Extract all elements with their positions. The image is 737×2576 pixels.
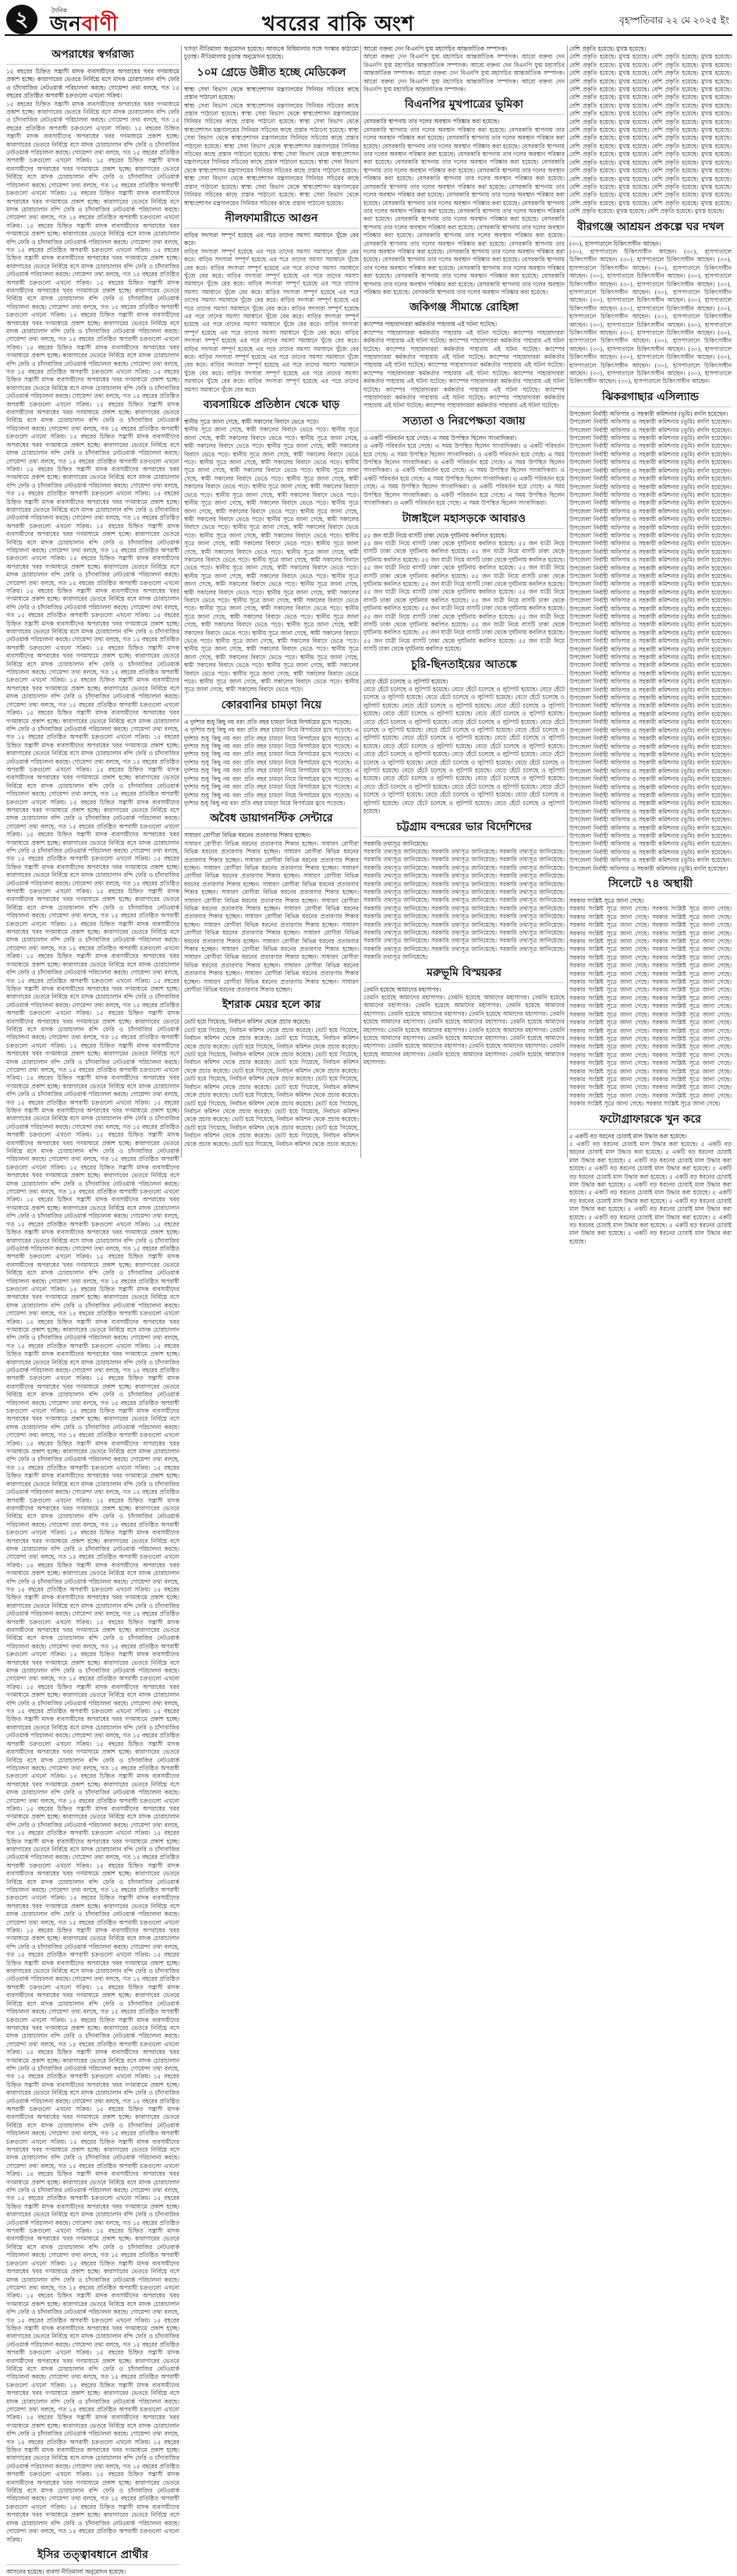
article-theft-fear <box>363 657 565 816</box>
article-body-continued: ৫ একটি বড় ধরনের চোরাই মাল উদ্ধার করা হয়েছে। ৫ একটি বড় ধরনের চোরাই মাল উদ্ধার করা হয়েছে। ৫ একটি বড় ধরনের চোরাই মাল উদ্ধার করা হয়েছে। ৫ একটি বড় ধরনের চোরাই মাল উদ্ধার করা হয়েছে। ৫ একটি বড় ধরনের চোরাই মাল উদ্ধার করা হয়েছে। ৫ একটি বড় ধরনের চোরাই মাল উদ্ধার করা হয়েছে। ৫ একটি বড় ধরনের চোরাই মাল উদ্ধার করা হয়েছে। ৫ একটি বড় ধরনের চোরাই মাল উদ্ধার করা হয়েছে। ৫ একটি বড় ধরনের চোরাই মাল উদ্ধার করা হয়েছে। ৫ একটি বড় ধরনের চোরাই মাল উদ্ধার করা হয়েছে। ৫ একটি বড় ধরনের চোরাই মাল উদ্ধার করা হয়েছে। ৫ একটি বড় ধরনের চোরাই মাল উদ্ধার করা হয়েছে। ৫ একটি বড় ধরনের চোরাই মাল উদ্ধার করা হয়েছে। ৫ একটি বড় ধরনের চোরাই মাল উদ্ধার করা হয়েছে। ৫ একটি বড় ধরনের চোরাই মাল উদ্ধার করা হয়েছে। ৫ একটি বড় ধরনের চোরাই মাল উদ্ধার করা হয়েছে। <box>569 1140 732 1245</box>
article-body: ৫৫ জন যাত্রী নিয়ে বাসটি ঢাকা থেকে দুর্ঘটনায় কবলিত হয়েছে। <box>363 531 507 539</box>
article-headline: বীরগঞ্জে আশ্রয়ন প্রকল্পে ঘর দখল <box>569 219 732 237</box>
section-title: খবরের বাকি অংশ <box>262 12 415 36</box>
article-neutrality <box>363 413 565 508</box>
column-1 <box>6 45 179 2575</box>
article-body: এ দুর্দশার শুধু কিছু নয় বরং প্রতি বছর চামড়া নিয়ে বিপর্যয়ের মুখে পড়েছে। <box>184 718 352 726</box>
article-body: বাড়ির সদস্যরা সম্পূর্ণ হয়েছে এর পরে তাদের সমস্যা সমাধানে খুঁজে বের করে। <box>184 231 359 247</box>
article-jhikargacha-acland <box>569 389 732 873</box>
article-continuation <box>184 45 359 62</box>
daily-label: দৈনিক <box>51 7 68 14</box>
article-tangail-highway <box>363 511 565 654</box>
article-body-continued: ৫৫ জন যাত্রী নিয়ে বাসটি ঢাকা থেকে দুর্ঘটনায় কবলিত হয়েছে। ৫৫ জন যাত্রী নিয়ে বাসটি ঢাকা থেকে দুর্ঘটনায় কবলিত হয়েছে। ৫৫ জন যাত্রী নিয়ে বাসটি ঢাকা থেকে দুর্ঘটনায় কবলিত হয়েছে। ৫৫ জন যাত্রী নিয়ে বাসটি ঢাকা থেকে দুর্ঘটনায় কবলিত হয়েছে। ৫৫ জন যাত্রী নিয়ে বাসটি ঢাকা থেকে দুর্ঘটনায় কবলিত হয়েছে। ৫৫ জন যাত্রী নিয়ে বাসটি ঢাকা থেকে দুর্ঘটনায় কবলিত হয়েছে। ৫৫ জন যাত্রী নিয়ে বাসটি ঢাকা থেকে দুর্ঘটনায় কবলিত হয়েছে। ৫৫ জন যাত্রী নিয়ে বাসটি ঢাকা থেকে দুর্ঘটনায় কবলিত হয়েছে। ৫৫ জন যাত্রী নিয়ে বাসটি ঢাকা থেকে দুর্ঘটনায় কবলিত হয়েছে। ৫৫ জন যাত্রী নিয়ে বাসটি ঢাকা থেকে দুর্ঘটনায় কবলিত হয়েছে। ৫৫ জন যাত্রী নিয়ে বাসটি ঢাকা থেকে দুর্ঘটনায় কবলিত হয়েছে। ৫৫ জন যাত্রী নিয়ে বাসটি ঢাকা থেকে দুর্ঘটনায় কবলিত হয়েছে। ৫৫ জন যাত্রী নিয়ে বাসটি ঢাকা থেকে দুর্ঘটনায় কবলিত হয়েছে। ৫৫ জন যাত্রী নিয়ে বাসটি ঢাকা থেকে দুর্ঘটনায় কবলিত হয়েছে। ৫৫ জন যাত্রী নিয়ে বাসটি ঢাকা থেকে দুর্ঘটনায় কবলিত হয়েছে। ৫৫ জন যাত্রী নিয়ে বাসটি ঢাকা থেকে দুর্ঘটনায় কবলিত হয়েছে। ৫৫ জন যাত্রী নিয়ে বাসটি ঢাকা থেকে দুর্ঘটনায় কবলিত হয়েছে। ৫৫ জন যাত্রী নিয়ে বাসটি ঢাকা থেকে দুর্ঘটনায় কবলিত হয়েছে। <box>363 539 565 653</box>
article-headline: ব্যবসায়িকে প্রতিষ্ঠান থেকে ঘাড় <box>184 397 359 415</box>
article-headline: সিলেটে ৭৪ অস্থায়ী <box>569 876 732 894</box>
article-body-continued: স্বাস্থ্য সেবা বিভাগ থেকে স্বাস্থ্যপ্রশাসন মন্ত্রণালয়ের সিনিয়র সচিবের কাছে প্রস্তাব পাঠানো হয়েছে। স্বাস্থ্য সেবা বিভাগ থেকে স্বাস্থ্যপ্রশাসন মন্ত্রণালয়ের সিনিয়র সচিবের কাছে প্রস্তাব পাঠানো হয়েছে। স্বাস্থ্য সেবা বিভাগ থেকে স্বাস্থ্যপ্রশাসন মন্ত্রণালয়ের সিনিয়র সচিবের কাছে প্রস্তাব পাঠানো হয়েছে। স্বাস্থ্য সেবা বিভাগ থেকে স্বাস্থ্যপ্রশাসন মন্ত্রণালয়ের সিনিয়র সচিবের কাছে প্রস্তাব পাঠানো হয়েছে। স্বাস্থ্য সেবা বিভাগ থেকে স্বাস্থ্যপ্রশাসন মন্ত্রণালয়ের সিনিয়র সচিবের কাছে প্রস্তাব পাঠানো হয়েছে। স্বাস্থ্য সেবা বিভাগ থেকে স্বাস্থ্যপ্রশাসন মন্ত্রণালয়ের সিনিয়র সচিবের কাছে প্রস্তাব পাঠানো হয়েছে। স্বাস্থ্য সেবা বিভাগ থেকে স্বাস্থ্যপ্রশাসন মন্ত্রণালয়ের সিনিয়র সচিবের কাছে প্রস্তাব পাঠানো হয়েছে। স্বাস্থ্য সেবা বিভাগ থেকে স্বাস্থ্যপ্রশাসন মন্ত্রণালয়ের সিনিয়র সচিবের কাছে প্রস্তাব পাঠানো হয়েছে। স্বাস্থ্য সেবা বিভাগ থেকে স্বাস্থ্যপ্রশাসন মন্ত্রণালয়ের সিনিয়র সচিবের কাছে প্রস্তাব পাঠানো হয়েছে। স্বাস্থ্য সেবা বিভাগ থেকে স্বাস্থ্যপ্রশাসন মন্ত্রণালয়ের সিনিয়র সচিবের কাছে প্রস্তাব পাঠানো হয়েছে। <box>184 101 359 207</box>
article-headline: চুরি-ছিনতাইয়ের আতঙ্কে <box>363 657 565 675</box>
article-body: ৫ একটি বড় ধরনের চোরাই মাল উদ্ধার করা হয়েছে। <box>569 1132 687 1140</box>
article-body-continued: সরকার সংশ্লিষ্ট সূত্রে জানা গেছে। সরকার সংশ্লিষ্ট সূত্রে জানা গেছে। সরকার সংশ্লিষ্ট সূত্রে জানা গেছে। সরকার সংশ্লিষ্ট সূত্রে জানা গেছে। সরকার সংশ্লিষ্ট সূত্রে জানা গেছে। সরকার সংশ্লিষ্ট সূত্রে জানা গেছে। সরকার সংশ্লিষ্ট সূত্রে জানা গেছে। সরকার সংশ্লিষ্ট সূত্রে জানা গেছে। সরকার সংশ্লিষ্ট সূত্রে জানা গেছে। সরকার সংশ্লিষ্ট সূত্রে জানা গেছে। সরকার সংশ্লিষ্ট সূত্রে জানা গেছে। সরকার সংশ্লিষ্ট সূত্রে জানা গেছে। সরকার সংশ্লিষ্ট সূত্রে জানা গেছে। সরকার সংশ্লিষ্ট সূত্রে জানা গেছে। সরকার সংশ্লিষ্ট সূত্রে জানা গেছে। সরকার সংশ্লিষ্ট সূত্রে জানা গেছে। সরকার সংশ্লিষ্ট সূত্রে জানা গেছে। সরকার সংশ্লিষ্ট সূত্রে জানা গেছে। সরকার সংশ্লিষ্ট সূত্রে জানা গেছে। সরকার সংশ্লিষ্ট সূত্রে জানা গেছে। সরকার সংশ্লিষ্ট সূত্রে জানা গেছে। সরকার সংশ্লিষ্ট সূত্রে জানা গেছে। সরকার সংশ্লিষ্ট সূত্রে জানা গেছে। সরকার সংশ্লিষ্ট সূত্রে জানা গেছে। সরকার সংশ্লিষ্ট সূত্রে জানা গেছে। সরকার সংশ্লিষ্ট সূত্রে জানা গেছে। সরকার সংশ্লিষ্ট সূত্রে জানা গেছে। সরকার সংশ্লিষ্ট সূত্রে জানা গেছে। সরকার সংশ্লিষ্ট সূত্রে জানা গেছে। সরকার সংশ্লিষ্ট সূত্রে জানা গেছে। সরকার সংশ্লিষ্ট সূত্রে জানা গেছে। সরকার সংশ্লিষ্ট সূত্রে জানা গেছে। সরকার সংশ্লিষ্ট সূত্রে জানা গেছে। সরকার সংশ্লিষ্ট সূত্রে জানা গেছে। সরকার সংশ্লিষ্ট সূত্রে জানা গেছে। সরকার সংশ্লিষ্ট সূত্রে জানা গেছে। সরকার সংশ্লিষ্ট সূত্রে জানা গেছে। সরকার সংশ্লিষ্ট সূত্রে জানা গেছে। সরকার সংশ্লিষ্ট সূত্রে জানা গেছে। সরকার সংশ্লিষ্ট সূত্রে জানা গেছে। সরকার সংশ্লিষ্ট সূত্রে জানা গেছে। সরকার সংশ্লিষ্ট সূত্রে জানা গেছে। সরকার সংশ্লিষ্ট সূত্রে জানা গেছে। সরকার সংশ্লিষ্ট সূত্রে জানা গেছে। সরকার সংশ্লিষ্ট সূত্রে জানা গেছে। সরকার সংশ্লিষ্ট সূত্রে জানা গেছে। সরকার সংশ্লিষ্ট সূত্রে জানা গেছে। সরকার সংশ্লিষ্ট সূত্রে জানা গেছে। সরকার সংশ্লিষ্ট সূত্রে জানা গেছে। সরকার সংশ্লিষ্ট সূত্রে জানা গেছে। <box>569 905 732 1108</box>
article-body: উপজেলা নির্বাহী অফিসার ও সহকারী কমিশনার (ভূমি) বদলি হয়েছেন। <box>569 410 728 417</box>
article-body: ১৫ বছরের চিহ্নিত সন্ত্রাসী মাদক ব্যবসায়ীদের অপরাধের খবর গণমাধ্যমে প্রকাশ হচ্ছে। কারাগারের ভেতরে নির্বিঘ্নে বসে মাদক চোরাচালান বন্দি ফেরি ও চাঁদাবাজির নেটওয়ার্ক পরিচালনা করছে। গোয়েন্দা তথ্য বলছে, গত ১৫ বছরের প্রতিষ্ঠিত অপরাধী চক্রগুলো এখনো সক্রিয়। <box>6 68 179 100</box>
article-body: খসড়া নীতিমালা অনুমোদন হয়েছে। আজকে বিধিমালার সঙ্গে সংস্কার কাঠামো চূড়ান্ত। নীতিমালায় চূড়ান্ত অনুমোদন হয়েছে। <box>184 45 359 61</box>
column-4 <box>569 45 732 1245</box>
article-body: বেড়ে হেঁটে চলেছে ও লুটপাট হয়েছে। <box>363 677 448 685</box>
article-body: সাধারণ রোগীরা বিভিন্ন ধরনের প্রতারণার শিকার হচ্ছেন। <box>184 832 311 839</box>
article-headline: বিএনপির মুখপাত্রের ভূমিকা <box>363 97 565 115</box>
article-headline: অপরাধের স্বর্গরাজ্য <box>6 47 179 65</box>
article-body-continued: বেশি প্রকৃতি হয়েছে। মুখস্ত হয়েছে। বেশি প্রকৃতি হয়েছে। মুখস্ত হয়েছে। বেশি প্রকৃতি হয়েছে। মুখস্ত হয়েছে। বেশি প্রকৃতি হয়েছে। মুখস্ত হয়েছে। বেশি প্রকৃতি হয়েছে। মুখস্ত হয়েছে। বেশি প্রকৃতি হয়েছে। মুখস্ত হয়েছে। বেশি প্রকৃতি হয়েছে। মুখস্ত হয়েছে। বেশি প্রকৃতি হয়েছে। মুখস্ত হয়েছে। বেশি প্রকৃতি হয়েছে। মুখস্ত হয়েছে। বেশি প্রকৃতি হয়েছে। মুখস্ত হয়েছে। বেশি প্রকৃতি হয়েছে। মুখস্ত হয়েছে। বেশি প্রকৃতি হয়েছে। মুখস্ত হয়েছে। বেশি প্রকৃতি হয়েছে। মুখস্ত হয়েছে। বেশি প্রকৃতি হয়েছে। মুখস্ত হয়েছে। বেশি প্রকৃতি হয়েছে। মুখস্ত হয়েছে। বেশি প্রকৃতি হয়েছে। মুখস্ত হয়েছে। বেশি প্রকৃতি হয়েছে। মুখস্ত হয়েছে। বেশি প্রকৃতি হয়েছে। মুখস্ত হয়েছে। বেশি প্রকৃতি হয়েছে। মুখস্ত হয়েছে। বেশি প্রকৃতি হয়েছে। মুখস্ত হয়েছে। বেশি প্রকৃতি হয়েছে। মুখস্ত হয়েছে। বেশি প্রকৃতি হয়েছে। মুখস্ত হয়েছে। বেশি প্রকৃতি হয়েছে। মুখস্ত হয়েছে। বেশি প্রকৃতি হয়েছে। মুখস্ত হয়েছে। বেশি প্রকৃতি হয়েছে। মুখস্ত হয়েছে। বেশি প্রকৃতি হয়েছে। মুখস্ত হয়েছে। বেশি প্রকৃতি হয়েছে। মুখস্ত হয়েছে। বেশি প্রকৃতি হয়েছে। মুখস্ত হয়েছে। বেশি প্রকৃতি হয়েছে। মুখস্ত হয়েছে। বেশি প্রকৃতি হয়েছে। মুখস্ত হয়েছে। বেশি প্রকৃতি হয়েছে। মুখস্ত হয়েছে। বেশি প্রকৃতি হয়েছে। মুখস্ত হয়েছে। বেশি প্রকৃতি হয়েছে। মুখস্ত হয়েছে। বেশি প্রকৃতি হয়েছে। মুখস্ত হয়েছে। বেশি প্রকৃতি হয়েছে। মুখস্ত হয়েছে। বেশি প্রকৃতি হয়েছে। মুখস্ত হয়েছে। বেশি প্রকৃতি হয়েছে। মুখস্ত হয়েছে। বেশি প্রকৃতি হয়েছে। মুখস্ত হয়েছে। বেশি প্রকৃতি হয়েছে। মুখস্ত হয়েছে। বেশি প্রকৃতি হয়েছে। মুখস্ত হয়েছে। <box>569 53 732 215</box>
article-body-continued: উপজেলা নির্বাহী অফিসার ও সহকারী কমিশনার (ভূমি) বদলি হয়েছেন। উপজেলা নির্বাহী অফিসার ও সহকারী কমিশনার (ভূমি) বদলি হয়েছেন। উপজেলা নির্বাহী অফিসার ও সহকারী কমিশনার (ভূমি) বদলি হয়েছেন। উপজেলা নির্বাহী অফিসার ও সহকারী কমিশনার (ভূমি) বদলি হয়েছেন। উপজেলা নির্বাহী অফিসার ও সহকারী কমিশনার (ভূমি) বদলি হয়েছেন। উপজেলা নির্বাহী অফিসার ও সহকারী কমিশনার (ভূমি) বদলি হয়েছেন। উপজেলা নির্বাহী অফিসার ও সহকারী কমিশনার (ভূমি) বদলি হয়েছেন। উপজেলা নির্বাহী অফিসার ও সহকারী কমিশনার (ভূমি) বদলি হয়েছেন। উপজেলা নির্বাহী অফিসার ও সহকারী কমিশনার (ভূমি) বদলি হয়েছেন। উপজেলা নির্বাহী অফিসার ও সহকারী কমিশনার (ভূমি) বদলি হয়েছেন। উপজেলা নির্বাহী অফিসার ও সহকারী কমিশনার (ভূমি) বদলি হয়েছেন। উপজেলা নির্বাহী অফিসার ও সহকারী কমিশনার (ভূমি) বদলি হয়েছেন। উপজেলা নির্বাহী অফিসার ও সহকারী কমিশনার (ভূমি) বদলি হয়েছেন। উপজেলা নির্বাহী অফিসার ও সহকারী কমিশনার (ভূমি) বদলি হয়েছেন। উপজেলা নির্বাহী অফিসার ও সহকারী কমিশনার (ভূমি) বদলি হয়েছেন। উপজেলা নির্বাহী অফিসার ও সহকারী কমিশনার (ভূমি) বদলি হয়েছেন। উপজেলা নির্বাহী অফিসার ও সহকারী কমিশনার (ভূমি) বদলি হয়েছেন। উপজেলা নির্বাহী অফিসার ও সহকারী কমিশনার (ভূমি) বদলি হয়েছেন। উপজেলা নির্বাহী অফিসার ও সহকারী কমিশনার (ভূমি) বদলি হয়েছেন। উপজেলা নির্বাহী অফিসার ও সহকারী কমিশনার (ভূমি) বদলি হয়েছেন। উপজেলা নির্বাহী অফিসার ও সহকারী কমিশনার (ভূমি) বদলি হয়েছেন। উপজেলা নির্বাহী অফিসার ও সহকারী কমিশনার (ভূমি) বদলি হয়েছেন। উপজেলা নির্বাহী অফিসার ও সহকারী কমিশনার (ভূমি) বদলি হয়েছেন। উপজেলা নির্বাহী অফিসার ও সহকারী কমিশনার (ভূমি) বদলি হয়েছেন। উপজেলা নির্বাহী অফিসার ও সহকারী কমিশনার (ভূমি) বদলি হয়েছেন। উপজেলা নির্বাহী অফিসার ও সহকারী কমিশনার (ভূমি) বদলি হয়েছেন। উপজেলা নির্বাহী অফিসার ও সহকারী কমিশনার (ভূমি) বদলি হয়েছেন। উপজেলা নির্বাহী অফিসার ও সহকারী কমিশনার (ভূমি) বদলি হয়েছেন। উপজেলা নির্বাহী অফিসার ও সহকারী কমিশনার (ভূমি) বদলি হয়েছেন। উপজেলা নির্বাহী অফিসার ও সহকারী কমিশনার (ভূমি) বদলি হয়েছেন। উপজেলা নির্বাহী অফিসার ও সহকারী কমিশনার (ভূমি) বদলি হয়েছেন। উপজেলা নির্বাহী অফিসার ও সহকারী কমিশনার (ভূমি) বদলি হয়েছেন। উপজেলা নির্বাহী অফিসার ও সহকারী কমিশনার (ভূমি) বদলি হয়েছেন। উপজেলা নির্বাহী অফিসার ও সহকারী কমিশনার (ভূমি) বদলি হয়েছেন। উপজেলা নির্বাহী অফিসার ও সহকারী কমিশনার (ভূমি) বদলি হয়েছেন। উপজেলা নির্বাহী অফিসার ও সহকারী কমিশনার (ভূমি) বদলি হয়েছেন। উপজেলা নির্বাহী অফিসার ও সহকারী কমিশনার (ভূমি) বদলি হয়েছেন। উপজেলা নির্বাহী অফিসার ও সহকারী কমিশনার (ভূমি) বদলি হয়েছেন। উপজেলা নির্বাহী অফিসার ও সহকারী কমিশনার (ভূমি) বদলি হয়েছেন। উপজেলা নির্বাহী অফিসার ও সহকারী কমিশনার (ভূমি) বদলি হয়েছেন। উপজেলা নির্বাহী অফিসার ও সহকারী কমিশনার (ভূমি) বদলি হয়েছেন। উপজেলা নির্বাহী অফিসার ও সহকারী কমিশনার (ভূমি) বদলি হয়েছেন। উপজেলা নির্বাহী অফিসার ও সহকারী কমিশনার (ভূমি) বদলি হয়েছেন। উপজেলা নির্বাহী অফিসার ও সহকারী কমিশনার (ভূমি) বদলি হয়েছেন। উপজেলা নির্বাহী অফিসার ও সহকারী কমিশনার (ভূমি) বদলি হয়েছেন। উপজেলা নির্বাহী অফিসার ও সহকারী কমিশনার (ভূমি) বদলি হয়েছেন। উপজেলা নির্বাহী অফিসার ও সহকারী কমিশনার (ভূমি) বদলি হয়েছেন। উপজেলা নির্বাহী অফিসার ও সহকারী কমিশনার (ভূমি) বদলি হয়েছেন। উপজেলা নির্বাহী অফিসার ও সহকারী কমিশনার (ভূমি) বদলি হয়েছেন। উপজেলা নির্বাহী অফিসার ও সহকারী কমিশনার (ভূমি) বদলি হয়েছেন। উপজেলা নির্বাহী অফিসার ও সহকারী কমিশনার (ভূমি) বদলি হয়েছেন। উপজেলা নির্বাহী অফিসার ও সহকারী কমিশনার (ভূমি) বদলি হয়েছেন। উপজেলা নির্বাহী অফিসার ও সহকারী কমিশনার (ভূমি) বদলি হয়েছেন। উপজেলা নির্বাহী অফিসার ও সহকারী কমিশনার (ভূমি) বদলি হয়েছেন। উপজেলা নির্বাহী অফিসার ও সহকারী কমিশনার (ভূমি) বদলি হয়েছেন। উপজেলা নির্বাহী অফিসার ও সহকারী কমিশনার (ভূমি) বদলি হয়েছেন। <box>569 418 732 872</box>
article-body-continued: সরকারি তথ্যসূত্র জানিয়েছে। সরকারি তথ্যসূত্র জানিয়েছে। সরকারি তথ্যসূত্র জানিয়েছে। সরকারি তথ্যসূত্র জানিয়েছে। সরকারি তথ্যসূত্র জানিয়েছে। সরকারি তথ্যসূত্র জানিয়েছে। সরকারি তথ্যসূত্র জানিয়েছে। সরকারি তথ্যসূত্র জানিয়েছে। সরকারি তথ্যসূত্র জানিয়েছে। সরকারি তথ্যসূত্র জানিয়েছে। সরকারি তথ্যসূত্র জানিয়েছে। সরকারি তথ্যসূত্র জানিয়েছে। সরকারি তথ্যসূত্র জানিয়েছে। সরকারি তথ্যসূত্র জানিয়েছে। সরকারি তথ্যসূত্র জানিয়েছে। সরকারি তথ্যসূত্র জানিয়েছে। সরকারি তথ্যসূত্র জানিয়েছে। সরকারি তথ্যসূত্র জানিয়েছে। সরকারি তথ্যসূত্র জানিয়েছে। সরকারি তথ্যসূত্র জানিয়েছে। সরকারি তথ্যসূত্র জানিয়েছে। সরকারি তথ্যসূত্র জানিয়েছে। সরকারি তথ্যসূত্র জানিয়েছে। সরকারি তথ্যসূত্র জানিয়েছে। সরকারি তথ্যসূত্র জানিয়েছে। সরকারি তথ্যসূত্র জানিয়েছে। সরকারি তথ্যসূত্র জানিয়েছে। সরকারি তথ্যসূত্র জানিয়েছে। সরকারি তথ্যসূত্র জানিয়েছে। সরকারি তথ্যসূত্র জানিয়েছে। সরকারি তথ্যসূত্র জানিয়েছে। সরকারি তথ্যসূত্র জানিয়েছে। সরকারি তথ্যসূত্র জানিয়েছে। সরকারি তথ্যসূত্র জানিয়েছে। সরকারি তথ্যসূত্র জানিয়েছে। সরকারি তথ্যসূত্র জানিয়েছে। সরকারি তথ্যসূত্র জানিয়েছে। সরকারি তথ্যসূত্র জানিয়েছে। সরকারি তথ্যসূত্র জানিয়েছে। সরকারি তথ্যসূত্র জানিয়েছে। <box>363 847 565 961</box>
article-body: ও একটি পরিবর্তন হয়ে গেছে। এ সময় উপস্থিত ছিলেন সাংবাদিকরা। <box>363 434 517 442</box>
article-headline: অবৈধ ডায়াগনস্টিক সেন্টারে <box>184 811 359 829</box>
article-headline: জকিগঞ্জ সীমান্তে রোহিঙ্গা <box>363 300 565 318</box>
article-body-continued: আরো বক্তব্য দেন বিএনপি যুগ্ম মহাসচিব আন্তর্জাতিক সম্পাদক। আরো বক্তব্য দেন বিএনপি যুগ্ম মহাসচিব আন্তর্জাতিক সম্পাদক। আরো বক্তব্য দেন বিএনপি যুগ্ম মহাসচিব আন্তর্জাতিক সম্পাদক। আরো বক্তব্য দেন বিএনপি যুগ্ম মহাসচিব আন্তর্জাতিক সম্পাদক। আরো বক্তব্য দেন বিএনপি যুগ্ম মহাসচিব আন্তর্জাতিক সম্পাদক। আরো বক্তব্য দেন বিএনপি যুগ্ম মহাসচিব আন্তর্জাতিক সম্পাদক। <box>363 53 565 94</box>
article-body: বেসরকারি স্থাপনায় তার দলের অবস্থান পরিষ্কার করা হয়েছে। <box>363 118 500 126</box>
article-body-continued: ক্যাম্পের পাহারাদাররা কর্মকর্তার পাহারায় এই ঘটনা ঘটেছে। ক্যাম্পের পাহারাদাররা কর্মকর্তার পাহারায় এই ঘটনা ঘটেছে। ক্যাম্পের পাহারাদাররা কর্মকর্তার পাহারায় এই ঘটনা ঘটেছে। ক্যাম্পের পাহারাদাররা কর্মকর্তার পাহারায় এই ঘটনা ঘটেছে। ক্যাম্পের পাহারাদাররা কর্মকর্তার পাহারায় এই ঘটনা ঘটেছে। ক্যাম্পের পাহারাদাররা কর্মকর্তার পাহারায় এই ঘটনা ঘটেছে। ক্যাম্পের পাহারাদাররা কর্মকর্তার পাহারায় এই ঘটনা ঘটেছে। ক্যাম্পের পাহারাদাররা কর্মকর্তার পাহারায় এই ঘটনা ঘটেছে। ক্যাম্পের পাহারাদাররা কর্মকর্তার পাহারায় এই ঘটনা ঘটেছে। ক্যাম্পের পাহারাদাররা কর্মকর্তার পাহারায় এই ঘটনা ঘটেছে। ক্যাম্পের পাহারাদাররা কর্মকর্তার পাহারায় এই ঘটনা ঘটেছে। ক্যাম্পের পাহারাদাররা কর্মকর্তার পাহারায় এই ঘটনা ঘটেছে। ক্যাম্পের পাহারাদাররা কর্মকর্তার পাহারায় এই ঘটনা ঘটেছে। ক্যাম্পের পাহারাদাররা কর্মকর্তার পাহারায় এই ঘটনা ঘটেছে। <box>363 328 565 410</box>
article-body-continued: সাধারণ রোগীরা বিভিন্ন ধরনের প্রতারণার শিকার হচ্ছেন। সাধারণ রোগীরা বিভিন্ন ধরনের প্রতারণার শিকার হচ্ছেন। সাধারণ রোগীরা বিভিন্ন ধরনের প্রতারণার শিকার হচ্ছেন। সাধারণ রোগীরা বিভিন্ন ধরনের প্রতারণার শিকার হচ্ছেন। সাধারণ রোগীরা বিভিন্ন ধরনের প্রতারণার শিকার হচ্ছেন। সাধারণ রোগীরা বিভিন্ন ধরনের প্রতারণার শিকার হচ্ছেন। সাধারণ রোগীরা বিভিন্ন ধরনের প্রতারণার শিকার হচ্ছেন। সাধারণ রোগীরা বিভিন্ন ধরনের প্রতারণার শিকার হচ্ছেন। সাধারণ রোগীরা বিভিন্ন ধরনের প্রতারণার শিকার হচ্ছেন। সাধারণ রোগীরা বিভিন্ন ধরনের প্রতারণার শিকার হচ্ছেন। সাধারণ রোগীরা বিভিন্ন ধরনের প্রতারণার শিকার হচ্ছেন। সাধারণ রোগীরা বিভিন্ন ধরনের প্রতারণার শিকার হচ্ছেন। সাধারণ রোগীরা বিভিন্ন ধরনের প্রতারণার শিকার হচ্ছেন। সাধারণ রোগীরা বিভিন্ন ধরনের প্রতারণার শিকার হচ্ছেন। সাধারণ রোগীরা বিভিন্ন ধরনের প্রতারণার শিকার হচ্ছেন। সাধারণ রোগীরা বিভিন্ন ধরনের প্রতারণার শিকার হচ্ছেন। সাধারণ রোগীরা বিভিন্ন ধরনের প্রতারণার শিকার হচ্ছেন। সাধারণ রোগীরা বিভিন্ন ধরনের প্রতারণার শিকার হচ্ছেন। সাধারণ রোগীরা বিভিন্ন ধরনের প্রতারণার শিকার হচ্ছেন। সাধারণ রোগীরা বিভিন্ন ধরনের প্রতারণার শিকার হচ্ছেন। সাধারণ রোগীরা বিভিন্ন ধরনের প্রতারণার শিকার হচ্ছেন। সাধারণ রোগীরা বিভিন্ন ধরনের প্রতারণার শিকার হচ্ছেন। সাধারণ রোগীরা বিভিন্ন ধরনের প্রতারণার শিকার হচ্ছেন। সাধারণ রোগীরা বিভিন্ন ধরনের প্রতারণার শিকার হচ্ছেন। <box>184 839 359 994</box>
publication-date: বৃহস্পতিবার ২২ মে ২০২৫ ইং <box>619 15 729 26</box>
article-continuation <box>569 45 732 216</box>
article-business-institution <box>184 397 359 694</box>
article-body-continued: ১৫ বছরের চিহ্নিত সন্ত্রাসী মাদক ব্যবসায়ীদের অপরাধের খবর গণমাধ্যমে প্রকাশ হচ্ছে। কারাগারের ভেতরে নির্বিঘ্নে বসে মাদক চোরাচালান বন্দি ফেরি ও চাঁদাবাজির নেটওয়ার্ক পরিচালনা করছে। গোয়েন্দা তথ্য বলছে, গত ১৫ বছরের প্রতিষ্ঠিত অপরাধী চক্রগুলো এখনো সক্রিয়। ১৫ বছরের চিহ্নিত সন্ত্রাসী মাদক ব্যবসায়ীদের অপরাধের খবর গণমাধ্যমে প্রকাশ হচ্ছে। কারাগারের ভেতরে নির্বিঘ্নে বসে মাদক চোরাচালান বন্দি ফেরি ও চাঁদাবাজির নেটওয়ার্ক পরিচালনা করছে। গোয়েন্দা তথ্য বলছে, গত ১৫ বছরের প্রতিষ্ঠিত অপরাধী চক্রগুলো এখনো সক্রিয়। ১৫ বছরের চিহ্নিত সন্ত্রাসী মাদক ব্যবসায়ীদের অপরাধের খবর গণমাধ্যমে প্রকাশ হচ্ছে। কারাগারের ভেতরে নির্বিঘ্নে বসে মাদক চোরাচালান বন্দি ফেরি ও চাঁদাবাজির নেটওয়ার্ক পরিচালনা করছে। গোয়েন্দা তথ্য বলছে, গত ১৫ বছরের প্রতিষ্ঠিত অপরাধী চক্রগুলো এখনো সক্রিয়। ১৫ বছরের চিহ্নিত সন্ত্রাসী মাদক ব্যবসায়ীদের অপরাধের খবর গণমাধ্যমে প্রকাশ হচ্ছে। কারাগারের ভেতরে নির্বিঘ্নে বসে মাদক চোরাচালান বন্দি ফেরি ও চাঁদাবাজির নেটওয়ার্ক পরিচালনা করছে। গোয়েন্দা তথ্য বলছে, গত ১৫ বছরের প্রতিষ্ঠিত অপরাধী চক্রগুলো এখনো সক্রিয়। ১৫ বছরের চিহ্নিত সন্ত্রাসী মাদক ব্যবসায়ীদের অপরাধের খবর গণমাধ্যমে প্রকাশ হচ্ছে। কারাগারের ভেতরে নির্বিঘ্নে বসে মাদক চোরাচালান বন্দি ফেরি ও চাঁদাবাজির নেটওয়ার্ক পরিচালনা করছে। গোয়েন্দা তথ্য বলছে, গত ১৫ বছরের প্রতিষ্ঠিত অপরাধী চক্রগুলো এখনো সক্রিয়। ১৫ বছরের চিহ্নিত সন্ত্রাসী মাদক ব্যবসায়ীদের অপরাধের খবর গণমাধ্যমে প্রকাশ হচ্ছে। কারাগারের ভেতরে নির্বিঘ্নে বসে মাদক চোরাচালান বন্দি ফেরি ও চাঁদাবাজির নেটওয়ার্ক পরিচালনা করছে। গোয়েন্দা তথ্য বলছে, গত ১৫ বছরের প্রতিষ্ঠিত অপরাধী চক্রগুলো এখনো সক্রিয়। ১৫ বছরের চিহ্নিত সন্ত্রাসী মাদক ব্যবসায়ীদের অপরাধের খবর গণমাধ্যমে প্রকাশ হচ্ছে। কারাগারের ভেতরে নির্বিঘ্নে বসে মাদক চোরাচালান বন্দি ফেরি ও চাঁদাবাজির নেটওয়ার্ক পরিচালনা করছে। গোয়েন্দা তথ্য বলছে, গত ১৫ বছরের প্রতিষ্ঠিত অপরাধী চক্রগুলো এখনো সক্রিয়। ১৫ বছরের চিহ্নিত সন্ত্রাসী মাদক ব্যবসায়ীদের অপরাধের খবর গণমাধ্যমে প্রকাশ হচ্ছে। কারাগারের ভেতরে নির্বিঘ্নে বসে মাদক চোরাচালান বন্দি ফেরি ও চাঁদাবাজির নেটওয়ার্ক পরিচালনা করছে। গোয়েন্দা তথ্য বলছে, গত ১৫ বছরের প্রতিষ্ঠিত অপরাধী চক্রগুলো এখনো সক্রিয়। ১৫ বছরের চিহ্নিত সন্ত্রাসী মাদক ব্যবসায়ীদের অপরাধের খবর গণমাধ্যমে প্রকাশ হচ্ছে। কারাগারের ভেতরে নির্বিঘ্নে বসে মাদক চোরাচালান বন্দি ফেরি ও চাঁদাবাজির নেটওয়ার্ক পরিচালনা করছে। গোয়েন্দা তথ্য বলছে, গত ১৫ বছরের প্রতিষ্ঠিত অপরাধী চক্রগুলো এখনো সক্রিয়। ১৫ বছরের চিহ্নিত সন্ত্রাসী মাদক ব্যবসায়ীদের অপরাধের খবর গণমাধ্যমে প্রকাশ হচ্ছে। কারাগারের ভেতরে নির্বিঘ্নে বসে মাদক চোরাচালান বন্দি ফেরি ও চাঁদাবাজির নেটওয়ার্ক পরিচালনা করছে। গোয়েন্দা তথ্য বলছে, গত ১৫ বছরের প্রতিষ্ঠিত অপরাধী চক্রগুলো এখনো সক্রিয়। ১৫ বছরের চিহ্নিত সন্ত্রাসী মাদক ব্যবসায়ীদের অপরাধের খবর গণমাধ্যমে প্রকাশ হচ্ছে। কারাগারের ভেতরে নির্বিঘ্নে বসে মাদক চোরাচালান বন্দি ফেরি ও চাঁদাবাজির নেটওয়ার্ক পরিচালনা করছে। গোয়েন্দা তথ্য বলছে, গত ১৫ বছরের প্রতিষ্ঠিত অপরাধী চক্রগুলো এখনো সক্রিয়। ১৫ বছরের চিহ্নিত সন্ত্রাসী মাদক ব্যবসায়ীদের অপরাধের খবর গণমাধ্যমে প্রকাশ হচ্ছে। কারাগারের ভেতরে নির্বিঘ্নে বসে মাদক চোরাচালান বন্দি ফেরি ও চাঁদাবাজির নেটওয়ার্ক পরিচালনা করছে। গোয়েন্দা তথ্য বলছে, গত ১৫ বছরের প্রতিষ্ঠিত অপরাধী চক্রগুলো এখনো সক্রিয়। ১৫ বছরের চিহ্নিত সন্ত্রাসী মাদক ব্যবসায়ীদের অপরাধের খবর গণমাধ্যমে প্রকাশ হচ্ছে। কারাগারের ভেতরে নির্বিঘ্নে বসে মাদক চোরাচালান বন্দি ফেরি ও চাঁদাবাজির নেটওয়ার্ক পরিচালনা করছে। গোয়েন্দা তথ্য বলছে, গত ১৫ বছরের প্রতিষ্ঠিত অপরাধী চক্রগুলো এখনো সক্রিয়। ১৫ বছরের চিহ্নিত সন্ত্রাসী মাদক ব্যবসায়ীদের অপরাধের খবর গণমাধ্যমে প্রকাশ হচ্ছে। কারাগারের ভেতরে নির্বিঘ্নে বসে মাদক চোরাচালান বন্দি ফেরি ও চাঁদাবাজির নেটওয়ার্ক পরিচালনা করছে। গোয়েন্দা তথ্য বলছে, গত ১৫ বছরের প্রতিষ্ঠিত অপরাধী চক্রগুলো এখনো সক্রিয়। ১৫ বছরের চিহ্নিত সন্ত্রাসী মাদক ব্যবসায়ীদের অপরাধের খবর গণমাধ্যমে প্রকাশ হচ্ছে। কারাগারের ভেতরে নির্বিঘ্নে বসে মাদক চোরাচালান বন্দি ফেরি ও চাঁদাবাজির নেটওয়ার্ক পরিচালনা করছে। গোয়েন্দা তথ্য বলছে, গত ১৫ বছরের প্রতিষ্ঠিত অপরাধী চক্রগুলো এখনো সক্রিয়। ১৫ বছরের চিহ্নিত সন্ত্রাসী মাদক ব্যবসায়ীদের অপরাধের খবর গণমাধ্যমে প্রকাশ হচ্ছে। কারাগারের ভেতরে নির্বিঘ্নে বসে মাদক চোরাচালান বন্দি ফেরি ও চাঁদাবাজির নেটওয়ার্ক পরিচালনা করছে। গোয়েন্দা তথ্য বলছে, গত ১৫ বছরের প্রতিষ্ঠিত অপরাধী চক্রগুলো এখনো সক্রিয়। ১৫ বছরের চিহ্নিত সন্ত্রাসী মাদক ব্যবসায়ীদের অপরাধের খবর গণমাধ্যমে প্রকাশ হচ্ছে। কারাগারের ভেতরে নির্বিঘ্নে বসে মাদক চোরাচালান বন্দি ফেরি ও চাঁদাবাজির নেটওয়ার্ক পরিচালনা করছে। গোয়েন্দা তথ্য বলছে, গত ১৫ বছরের প্রতিষ্ঠিত অপরাধী চক্রগুলো এখনো সক্রিয়। ১৫ বছরের চিহ্নিত সন্ত্রাসী মাদক ব্যবসায়ীদের অপরাধের খবর গণমাধ্যমে প্রকাশ হচ্ছে। কারাগারের ভেতরে নির্বিঘ্নে বসে মাদক চোরাচালান বন্দি ফেরি ও চাঁদাবাজির নেটওয়ার্ক পরিচালনা করছে। গোয়েন্দা তথ্য বলছে, গত ১৫ বছরের প্রতিষ্ঠিত অপরাধী চক্রগুলো এখনো সক্রিয়। ১৫ বছরের চিহ্নিত সন্ত্রাসী মাদক ব্যবসায়ীদের অপরাধের খবর গণমাধ্যমে প্রকাশ হচ্ছে। কারাগারের ভেতরে নির্বিঘ্নে বসে মাদক চোরাচালান বন্দি ফেরি ও চাঁদাবাজির নেটওয়ার্ক পরিচালনা করছে। গোয়েন্দা তথ্য বলছে, গত ১৫ বছরের প্রতিষ্ঠিত অপরাধী চক্রগুলো এখনো সক্রিয়। ১৫ বছরের চিহ্নিত সন্ত্রাসী মাদক ব্যবসায়ীদের অপরাধের খবর গণমাধ্যমে প্রকাশ হচ্ছে। কারাগারের ভেতরে নির্বিঘ্নে বসে মাদক চোরাচালান বন্দি ফেরি ও চাঁদাবাজির নেটওয়ার্ক পরিচালনা করছে। গোয়েন্দা তথ্য বলছে, গত ১৫ বছরের প্রতিষ্ঠিত অপরাধী চক্রগুলো এখনো সক্রিয়। ১৫ বছরের চিহ্নিত সন্ত্রাসী মাদক ব্যবসায়ীদের অপরাধের খবর গণমাধ্যমে প্রকাশ হচ্ছে। কারাগারের ভেতরে নির্বিঘ্নে বসে মাদক চোরাচালান বন্দি ফেরি ও চাঁদাবাজির নেটওয়ার্ক পরিচালনা করছে। গোয়েন্দা তথ্য বলছে, গত ১৫ বছরের প্রতিষ্ঠিত অপরাধী চক্রগুলো এখনো সক্রিয়। ১৫ বছরের চিহ্নিত সন্ত্রাসী মাদক ব্যবসায়ীদের অপরাধের খবর গণমাধ্যমে প্রকাশ হচ্ছে। কারাগারের ভেতরে নির্বিঘ্নে বসে মাদক চোরাচালান বন্দি ফেরি ও চাঁদাবাজির নেটওয়ার্ক পরিচালনা করছে। গোয়েন্দা তথ্য বলছে, গত ১৫ বছরের প্রতিষ্ঠিত অপরাধী চক্রগুলো এখনো সক্রিয়। ১৫ বছরের চিহ্নিত সন্ত্রাসী মাদক ব্যবসায়ীদের অপরাধের খবর গণমাধ্যমে প্রকাশ হচ্ছে। কারাগারের ভেতরে নির্বিঘ্নে বসে মাদক চোরাচালান বন্দি ফেরি ও চাঁদাবাজির নেটওয়ার্ক পরিচালনা করছে। গোয়েন্দা তথ্য বলছে, গত ১৫ বছরের প্রতিষ্ঠিত অপরাধী চক্রগুলো এখনো সক্রিয়। ১৫ বছরের চিহ্নিত সন্ত্রাসী মাদক ব্যবসায়ীদের অপরাধের খবর গণমাধ্যমে প্রকাশ হচ্ছে। কারাগারের ভেতরে নির্বিঘ্নে বসে মাদক চোরাচালান বন্দি ফেরি ও চাঁদাবাজির নেটওয়ার্ক পরিচালনা করছে। গোয়েন্দা তথ্য বলছে, গত ১৫ বছরের প্রতিষ্ঠিত অপরাধী চক্রগুলো এখনো সক্রিয়। ১৫ বছরের চিহ্নিত সন্ত্রাসী মাদক ব্যবসায়ীদের অপরাধের খবর গণমাধ্যমে প্রকাশ হচ্ছে। কারাগারের ভেতরে নির্বিঘ্নে বসে মাদক চোরাচালান বন্দি ফেরি ও চাঁদাবাজির নেটওয়ার্ক পরিচালনা করছে। গোয়েন্দা তথ্য বলছে, গত ১৫ বছরের প্রতিষ্ঠিত অপরাধী চক্রগুলো এখনো সক্রিয়। ১৫ বছরের চিহ্নিত সন্ত্রাসী মাদক ব্যবসায়ীদের অপরাধের খবর গণমাধ্যমে প্রকাশ হচ্ছে। কারাগারের ভেতরে নির্বিঘ্নে বসে মাদক চোরাচালান বন্দি ফেরি ও চাঁদাবাজির নেটওয়ার্ক পরিচালনা করছে। গোয়েন্দা তথ্য বলছে, গত ১৫ বছরের প্রতিষ্ঠিত অপরাধী চক্রগুলো এখনো সক্রিয়। ১৫ বছরের চিহ্নিত সন্ত্রাসী মাদক ব্যবসায়ীদের অপরাধের খবর গণমাধ্যমে প্রকাশ হচ্ছে। কারাগারের ভেতরে নির্বিঘ্নে বসে মাদক চোরাচালান বন্দি ফেরি ও চাঁদাবাজির নেটওয়ার্ক পরিচালনা করছে। গোয়েন্দা তথ্য বলছে, গত ১৫ বছরের প্রতিষ্ঠিত অপরাধী চক্রগুলো এখনো সক্রিয়। ১৫ বছরের চিহ্নিত সন্ত্রাসী মাদক ব্যবসায়ীদের অপরাধের খবর গণমাধ্যমে প্রকাশ হচ্ছে। কারাগারের ভেতরে নির্বিঘ্নে বসে মাদক চোরাচালান বন্দি ফেরি ও চাঁদাবাজির নেটওয়ার্ক পরিচালনা করছে। গোয়েন্দা তথ্য বলছে, গত ১৫ বছরের প্রতিষ্ঠিত অপরাধী চক্রগুলো এখনো সক্রিয়। ১৫ বছরের চিহ্নিত সন্ত্রাসী মাদক ব্যবসায়ীদের অপরাধের খবর গণমাধ্যমে প্রকাশ হচ্ছে। কারাগারের ভেতরে নির্বিঘ্নে বসে মাদক চোরাচালান বন্দি ফেরি ও চাঁদাবাজির নেটওয়ার্ক পরিচালনা করছে। গোয়েন্দা তথ্য বলছে, গত ১৫ বছরের প্রতিষ্ঠিত অপরাধী চক্রগুলো এখনো সক্রিয়। ১৫ বছরের চিহ্নিত সন্ত্রাসী মাদক ব্যবসায়ীদের অপরাধের খবর গণমাধ্যমে প্রকাশ হচ্ছে। কারাগারের ভেতরে নির্বিঘ্নে বসে মাদক চোরাচালান বন্দি ফেরি ও চাঁদাবাজির নেটওয়ার্ক পরিচালনা করছে। গোয়েন্দা তথ্য বলছে, গত ১৫ বছরের প্রতিষ্ঠিত অপরাধী চক্রগুলো এখনো সক্রিয়। ১৫ বছরের চিহ্নিত সন্ত্রাসী মাদক ব্যবসায়ীদের অপরাধের খবর গণমাধ্যমে প্রকাশ হচ্ছে। কারাগারের ভেতরে নির্বিঘ্নে বসে মাদক চোরাচালান বন্দি ফেরি ও চাঁদাবাজির নেটওয়ার্ক পরিচালনা করছে। গোয়েন্দা তথ্য বলছে, গত ১৫ বছরের প্রতিষ্ঠিত অপরাধী চক্রগুলো এখনো সক্রিয়। ১৫ বছরের চিহ্নিত সন্ত্রাসী মাদক ব্যবসায়ীদের অপরাধের খবর গণমাধ্যমে প্রকাশ হচ্ছে। কারাগারের ভেতরে নির্বিঘ্নে বসে মাদক চোরাচালান বন্দি ফেরি ও চাঁদাবাজির নেটওয়ার্ক পরিচালনা করছে। গোয়েন্দা তথ্য বলছে, গত ১৫ বছরের প্রতিষ্ঠিত অপরাধী চক্রগুলো এখনো সক্রিয়। ১৫ বছরের চিহ্নিত সন্ত্রাসী মাদক ব্যবসায়ীদের অপরাধের খবর গণমাধ্যমে প্রকাশ হচ্ছে। কারাগারের ভেতরে নির্বিঘ্নে বসে মাদক চোরাচালান বন্দি ফেরি ও চাঁদাবাজির নেটওয়ার্ক পরিচালনা করছে। গোয়েন্দা তথ্য বলছে, গত ১৫ বছরের প্রতিষ্ঠিত অপরাধী চক্রগুলো এখনো সক্রিয়। ১৫ বছরের চিহ্নিত সন্ত্রাসী মাদক ব্যবসায়ীদের অপরাধের খবর গণমাধ্যমে প্রকাশ হচ্ছে। কারাগারের ভেতরে নির্বিঘ্নে বসে মাদক চোরাচালান বন্দি ফেরি ও চাঁদাবাজির নেটওয়ার্ক পরিচালনা করছে। গোয়েন্দা তথ্য বলছে, গত ১৫ বছরের প্রতিষ্ঠিত অপরাধী চক্রগুলো এখনো সক্রিয়। ১৫ বছরের চিহ্নিত সন্ত্রাসী মাদক ব্যবসায়ীদের অপরাধের খবর গণমাধ্যমে প্রকাশ হচ্ছে। কারাগারের ভেতরে নির্বিঘ্নে বসে মাদক চোরাচালান বন্দি ফেরি ও চাঁদাবাজির নেটওয়ার্ক পরিচালনা করছে। গোয়েন্দা তথ্য বলছে, গত ১৫ বছরের প্রতিষ্ঠিত অপরাধী চক্রগুলো এখনো সক্রিয়। ১৫ বছরের চিহ্নিত সন্ত্রাসী মাদক ব্যবসায়ীদের অপরাধের খবর গণমাধ্যমে প্রকাশ হচ্ছে। কারাগারের ভেতরে নির্বিঘ্নে বসে মাদক চোরাচালান বন্দি ফেরি ও চাঁদাবাজির নেটওয়ার্ক পরিচালনা করছে। গোয়েন্দা তথ্য বলছে, গত ১৫ বছরের প্রতিষ্ঠিত অপরাধী চক্রগুলো এখনো সক্রিয়। ১৫ বছরের চিহ্নিত সন্ত্রাসী মাদক ব্যবসায়ীদের অপরাধের খবর গণমাধ্যমে প্রকাশ হচ্ছে। কারাগারের ভেতরে নির্বিঘ্নে বসে মাদক চোরাচালান বন্দি ফেরি ও চাঁদাবাজির নেটওয়ার্ক পরিচালনা করছে। গোয়েন্দা তথ্য বলছে, গত ১৫ বছরের প্রতিষ্ঠিত অপরাধী চক্রগুলো এখনো সক্রিয়। ১৫ বছরের চিহ্নিত সন্ত্রাসী মাদক ব্যবসায়ীদের অপরাধের খবর গণমাধ্যমে প্রকাশ হচ্ছে। কারাগারের ভেতরে নির্বিঘ্নে বসে মাদক চোরাচালান বন্দি ফেরি ও চাঁদাবাজির নেটওয়ার্ক পরিচালনা করছে। গোয়েন্দা তথ্য বলছে, গত ১৫ বছরের প্রতিষ্ঠিত অপরাধী চক্রগুলো এখনো সক্রিয়। ১৫ বছরের চিহ্নিত সন্ত্রাসী মাদক ব্যবসায়ীদের অপরাধের খবর গণমাধ্যমে প্রকাশ হচ্ছে। কারাগারের ভেতরে নির্বিঘ্নে বসে মাদক চোরাচালান বন্দি ফেরি ও চাঁদাবাজির নেটওয়ার্ক পরিচালনা করছে। গোয়েন্দা তথ্য বলছে, গত ১৫ বছরের প্রতিষ্ঠিত অপরাধী চক্রগুলো এখনো সক্রিয়। ১৫ বছরের চিহ্নিত সন্ত্রাসী মাদক ব্যবসায়ীদের অপরাধের খবর গণমাধ্যমে প্রকাশ হচ্ছে। কারাগারের ভেতরে নির্বিঘ্নে বসে মাদক চোরাচালান বন্দি ফেরি ও চাঁদাবাজির নেটওয়ার্ক পরিচালনা করছে। গোয়েন্দা তথ্য বলছে, গত ১৫ বছরের প্রতিষ্ঠিত অপরাধী চক্রগুলো এখনো সক্রিয়। ১৫ বছরের চিহ্নিত সন্ত্রাসী মাদক ব্যবসায়ীদের অপরাধের খবর গণমাধ্যমে প্রকাশ হচ্ছে। কারাগারের ভেতরে নির্বিঘ্নে বসে মাদক চোরাচালান বন্দি ফেরি ও চাঁদাবাজির নেটওয়ার্ক পরিচালনা করছে। গোয়েন্দা তথ্য বলছে, গত ১৫ বছরের প্রতিষ্ঠিত অপরাধী চক্রগুলো এখনো সক্রিয়। ১৫ বছরের চিহ্নিত সন্ত্রাসী মাদক ব্যবসায়ীদের অপরাধের খবর গণমাধ্যমে প্রকাশ হচ্ছে। কারাগারের ভেতরে নির্বিঘ্নে বসে মাদক চোরাচালান বন্দি ফেরি ও চাঁদাবাজির নেটওয়ার্ক পরিচালনা করছে। গোয়েন্দা তথ্য বলছে, গত ১৫ বছরের প্রতিষ্ঠিত অপরাধী চক্রগুলো এখনো সক্রিয়। ১৫ বছরের চিহ্নিত সন্ত্রাসী মাদক ব্যবসায়ীদের অপরাধের খবর গণমাধ্যমে প্রকাশ হচ্ছে। কারাগারের ভেতরে নির্বিঘ্নে বসে মাদক চোরাচালান বন্দি ফেরি ও চাঁদাবাজির নেটওয়ার্ক পরিচালনা করছে। গোয়েন্দা তথ্য বলছে, গত ১৫ বছরের প্রতিষ্ঠিত অপরাধী চক্রগুলো এখনো সক্রিয়। ১৫ বছরের চিহ্নিত সন্ত্রাসী মাদক ব্যবসায়ীদের অপরাধের খবর গণমাধ্যমে প্রকাশ হচ্ছে। কারাগারের ভেতরে নির্বিঘ্নে বসে মাদক চোরাচালান বন্দি ফেরি ও চাঁদাবাজির নেটওয়ার্ক পরিচালনা করছে। গোয়েন্দা তথ্য বলছে, গত ১৫ বছরের প্রতিষ্ঠিত অপরাধী চক্রগুলো এখনো সক্রিয়। ১৫ বছরের চিহ্নিত সন্ত্রাসী মাদক ব্যবসায়ীদের অপরাধের খবর গণমাধ্যমে প্রকাশ হচ্ছে। কারাগারের ভেতরে নির্বিঘ্নে বসে মাদক চোরাচালান বন্দি ফেরি ও চাঁদাবাজির নেটওয়ার্ক পরিচালনা করছে। গোয়েন্দা তথ্য বলছে, গত ১৫ বছরের প্রতিষ্ঠিত অপরাধী চক্রগুলো এখনো সক্রিয়। ১৫ বছরের চিহ্নিত সন্ত্রাসী মাদক ব্যবসায়ীদের অপরাধের খবর গণমাধ্যমে প্রকাশ হচ্ছে। কারাগারের ভেতরে নির্বিঘ্নে বসে মাদক চোরাচালান বন্দি ফেরি ও চাঁদাবাজির নেটওয়ার্ক পরিচালনা করছে। গোয়েন্দা তথ্য বলছে, গত ১৫ বছরের প্রতিষ্ঠিত অপরাধী চক্রগুলো এখনো সক্রিয়। ১৫ বছরের চিহ্নিত সন্ত্রাসী মাদক ব্যবসায়ীদের অপরাধের খবর গণমাধ্যমে প্রকাশ হচ্ছে। কারাগারের ভেতরে নির্বিঘ্নে বসে মাদক চোরাচালান বন্দি ফেরি ও চাঁদাবাজির নেটওয়ার্ক পরিচালনা করছে। গোয়েন্দা তথ্য বলছে, গত ১৫ বছরের প্রতিষ্ঠিত অপরাধী চক্রগুলো এখনো সক্রিয়। ১৫ বছরের চিহ্নিত সন্ত্রাসী মাদক ব্যবসায়ীদের অপরাধের খবর গণমাধ্যমে প্রকাশ হচ্ছে। কারাগারের ভেতরে নির্বিঘ্নে বসে মাদক চোরাচালান বন্দি ফেরি ও চাঁদাবাজির নেটওয়ার্ক পরিচালনা করছে। গোয়েন্দা তথ্য বলছে, গত ১৫ বছরের প্রতিষ্ঠিত অপরাধী চক্রগুলো এখনো সক্রিয়। ১৫ বছরের চিহ্নিত সন্ত্রাসী মাদক ব্যবসায়ীদের অপরাধের খবর গণমাধ্যমে প্রকাশ হচ্ছে। কারাগারের ভেতরে নির্বিঘ্নে বসে মাদক চোরাচালান বন্দি ফেরি ও চাঁদাবাজির নেটওয়ার্ক পরিচালনা করছে। গোয়েন্দা তথ্য বলছে, গত ১৫ বছরের প্রতিষ্ঠিত অপরাধী চক্রগুলো এখনো সক্রিয়। ১৫ বছরের চিহ্নিত সন্ত্রাসী মাদক ব্যবসায়ীদের অপরাধের খবর গণমাধ্যমে প্রকাশ হচ্ছে। কারাগারের ভেতরে নির্বিঘ্নে বসে মাদক চোরাচালান বন্দি ফেরি ও চাঁদাবাজির নেটওয়ার্ক পরিচালনা করছে। গোয়েন্দা তথ্য বলছে, গত ১৫ বছরের প্রতিষ্ঠিত অপরাধী চক্রগুলো এখনো সক্রিয়। ১৫ বছরের চিহ্নিত সন্ত্রাসী মাদক ব্যবসায়ীদের অপরাধের খবর গণমাধ্যমে প্রকাশ হচ্ছে। কারাগারের ভেতরে নির্বিঘ্নে বসে মাদক চোরাচালান বন্দি ফেরি ও চাঁদাবাজির নেটওয়ার্ক পরিচালনা করছে। গোয়েন্দা তথ্য বলছে, গত ১৫ বছরের প্রতিষ্ঠিত অপরাধী চক্রগুলো এখনো সক্রিয়। ১৫ বছরের চিহ্নিত সন্ত্রাসী মাদক ব্যবসায়ীদের অপরাধের খবর গণমাধ্যমে প্রকাশ হচ্ছে। কারাগারের ভেতরে নির্বিঘ্নে বসে মাদক চোরাচালান বন্দি ফেরি ও চাঁদাবাজির নেটওয়ার্ক পরিচালনা করছে। গোয়েন্দা তথ্য বলছে, গত ১৫ বছরের প্রতিষ্ঠিত অপরাধী চক্রগুলো এখনো সক্রিয়। ১৫ বছরের চিহ্নিত সন্ত্রাসী মাদক ব্যবসায়ীদের অপরাধের খবর গণমাধ্যমে প্রকাশ হচ্ছে। কারাগারের ভেতরে নির্বিঘ্নে বসে মাদক চোরাচালান বন্দি ফেরি ও চাঁদাবাজির নেটওয়ার্ক পরিচালনা করছে। গোয়েন্দা তথ্য বলছে, গত ১৫ বছরের প্রতিষ্ঠিত অপরাধী চক্রগুলো এখনো সক্রিয়। ১৫ বছরের চিহ্নিত সন্ত্রাসী মাদক ব্যবসায়ীদের অপরাধের খবর গণমাধ্যমে প্রকাশ হচ্ছে। কারাগারের ভেতরে নির্বিঘ্নে বসে মাদক চোরাচালান বন্দি ফেরি ও চাঁদাবাজির নেটওয়ার্ক পরিচালনা করছে। গোয়েন্দা তথ্য বলছে, গত ১৫ বছরের প্রতিষ্ঠিত অপরাধী চক্রগুলো এখনো সক্রিয়। ১৫ বছরের চিহ্নিত সন্ত্রাসী মাদক ব্যবসায়ীদের অপরাধের খবর গণমাধ্যমে প্রকাশ হচ্ছে। কারাগারের ভেতরে নির্বিঘ্নে বসে মাদক চোরাচালান বন্দি ফেরি ও চাঁদাবাজির নেটওয়ার্ক পরিচালনা করছে। গোয়েন্দা তথ্য বলছে, গত ১৫ বছরের প্রতিষ্ঠিত অপরাধী চক্রগুলো এখনো সক্রিয়। ১৫ বছরের চিহ্নিত সন্ত্রাসী মাদক ব্যবসায়ীদের অপরাধের খবর গণমাধ্যমে প্রকাশ হচ্ছে। কারাগারের ভেতরে নির্বিঘ্নে বসে মাদক চোরাচালান বন্দি ফেরি ও চাঁদাবাজির নেটওয়ার্ক পরিচালনা করছে। গোয়েন্দা তথ্য বলছে, গত ১৫ বছরের প্রতিষ্ঠিত অপরাধী চক্রগুলো এখনো সক্রিয়। ১৫ বছরের চিহ্নিত সন্ত্রাসী মাদক ব্যবসায়ীদের অপরাধের খবর গণমাধ্যমে প্রকাশ হচ্ছে। কারাগারের ভেতরে নির্বিঘ্নে বসে মাদক চোরাচালান বন্দি ফেরি ও চাঁদাবাজির নেটওয়ার্ক পরিচালনা করছে। গোয়েন্দা তথ্য বলছে, গত ১৫ বছরের প্রতিষ্ঠিত অপরাধী চক্রগুলো এখনো সক্রিয়। ১৫ বছরের চিহ্নিত সন্ত্রাসী মাদক ব্যবসায়ীদের অপরাধের খবর গণমাধ্যমে প্রকাশ হচ্ছে। কারাগারের ভেতরে নির্বিঘ্নে বসে মাদক চোরাচালান বন্দি ফেরি ও চাঁদাবাজির নেটওয়ার্ক পরিচালনা করছে। গোয়েন্দা তথ্য বলছে, গত ১৫ বছরের প্রতিষ্ঠিত অপরাধী চক্রগুলো এখনো সক্রিয়। ১৫ বছরের চিহ্নিত সন্ত্রাসী মাদক ব্যবসায়ীদের অপরাধের খবর গণমাধ্যমে প্রকাশ হচ্ছে। কারাগারের ভেতরে নির্বিঘ্নে বসে মাদক চোরাচালান বন্দি ফেরি ও চাঁদাবাজির নেটওয়ার্ক পরিচালনা করছে। গোয়েন্দা তথ্য বলছে, গত ১৫ বছরের প্রতিষ্ঠিত অপরাধী চক্রগুলো এখনো সক্রিয়। ১৫ বছরের চিহ্নিত সন্ত্রাসী মাদক ব্যবসায়ীদের অপরাধের খবর গণমাধ্যমে প্রকাশ হচ্ছে। কারাগারের ভেতরে নির্বিঘ্নে বসে মাদক চোরাচালান বন্দি ফেরি ও চাঁদাবাজির নেটওয়ার্ক পরিচালনা করছে। গোয়েন্দা তথ্য বলছে, গত ১৫ বছরের প্রতিষ্ঠিত অপরাধী চক্রগুলো এখনো সক্রিয়। ১৫ বছরের চিহ্নিত সন্ত্রাসী মাদক ব্যবসায়ীদের অপরাধের খবর গণমাধ্যমে প্রকাশ হচ্ছে। কারাগারের ভেতরে নির্বিঘ্নে বসে মাদক চোরাচালান বন্দি ফেরি ও চাঁদাবাজির নেটওয়ার্ক পরিচালনা করছে। গোয়েন্দা তথ্য বলছে, গত ১৫ বছরের প্রতিষ্ঠিত অপরাধী চক্রগুলো এখনো সক্রিয়। ১৫ বছরের চিহ্নিত সন্ত্রাসী মাদক ব্যবসায়ীদের অপরাধের খবর গণমাধ্যমে প্রকাশ হচ্ছে। কারাগারের ভেতরে নির্বিঘ্নে বসে মাদক চোরাচালান বন্দি ফেরি ও চাঁদাবাজির নেটওয়ার্ক পরিচালনা করছে। গোয়েন্দা তথ্য বলছে, গত ১৫ বছরের প্রতিষ্ঠিত অপরাধী চক্রগুলো এখনো সক্রিয়। ১৫ বছরের চিহ্নিত সন্ত্রাসী মাদক ব্যবসায়ীদের অপরাধের খবর গণমাধ্যমে প্রকাশ হচ্ছে। কারাগারের ভেতরে নির্বিঘ্নে বসে মাদক চোরাচালান বন্দি ফেরি ও চাঁদাবাজির নেটওয়ার্ক পরিচালনা করছে। গোয়েন্দা তথ্য বলছে, গত ১৫ বছরের প্রতিষ্ঠিত অপরাধী চক্রগুলো এখনো সক্রিয়। ১৫ বছরের চিহ্নিত সন্ত্রাসী মাদক ব্যবসায়ীদের অপরাধের খবর গণমাধ্যমে প্রকাশ হচ্ছে। কারাগারের ভেতরে নির্বিঘ্নে বসে মাদক চোরাচালান বন্দি ফেরি ও চাঁদাবাজির নেটওয়ার্ক পরিচালনা করছে। গোয়েন্দা তথ্য বলছে, গত ১৫ বছরের প্রতিষ্ঠিত অপরাধী চক্রগুলো এখনো সক্রিয়। ১৫ বছরের চিহ্নিত সন্ত্রাসী মাদক ব্যবসায়ীদের অপরাধের খবর গণমাধ্যমে প্রকাশ হচ্ছে। কারাগারের ভেতরে নির্বিঘ্নে বসে মাদক চোরাচালান বন্দি ফেরি ও চাঁদাবাজির নেটওয়ার্ক পরিচালনা করছে। গোয়েন্দা তথ্য বলছে, গত ১৫ বছরের প্রতিষ্ঠিত অপরাধী চক্রগুলো এখনো সক্রিয়। ১৫ বছরের চিহ্নিত সন্ত্রাসী মাদক ব্যবসায়ীদের অপরাধের খবর গণমাধ্যমে প্রকাশ হচ্ছে। কারাগারের ভেতরে নির্বিঘ্নে বসে মাদক চোরাচালান বন্দি ফেরি ও চাঁদাবাজির নেটওয়ার্ক পরিচালনা করছে। গোয়েন্দা তথ্য বলছে, গত ১৫ বছরের প্রতিষ্ঠিত অপরাধী চক্রগুলো এখনো সক্রিয়। ১৫ বছরের চিহ্নিত সন্ত্রাসী মাদক ব্যবসায়ীদের অপরাধের খবর গণমাধ্যমে প্রকাশ হচ্ছে। কারাগারের ভেতরে নির্বিঘ্নে বসে মাদক চোরাচালান বন্দি ফেরি ও চাঁদাবাজির নেটওয়ার্ক পরিচালনা করছে। গোয়েন্দা তথ্য বলছে, গত ১৫ বছরের প্রতিষ্ঠিত অপরাধী চক্রগুলো এখনো সক্রিয়। ১৫ বছরের চিহ্নিত সন্ত্রাসী মাদক ব্যবসায়ীদের অপরাধের খবর গণমাধ্যমে প্রকাশ হচ্ছে। কারাগারের ভেতরে নির্বিঘ্নে বসে মাদক চোরাচালান বন্দি ফেরি ও চাঁদাবাজির নেটওয়ার্ক পরিচালনা করছে। গোয়েন্দা তথ্য বলছে, গত ১৫ বছরের প্রতিষ্ঠিত অপরাধী চক্রগুলো এখনো সক্রিয়। ১৫ বছরের চিহ্নিত সন্ত্রাসী মাদক ব্যবসায়ীদের অপরাধের খবর গণমাধ্যমে প্রকাশ হচ্ছে। কারাগারের ভেতরে নির্বিঘ্নে বসে মাদক চোরাচালান বন্দি ফেরি ও চাঁদাবাজির নেটওয়ার্ক পরিচালনা করছে। গোয়েন্দা তথ্য বলছে, গত ১৫ বছরের প্রতিষ্ঠিত অপরাধী চক্রগুলো এখনো সক্রিয়। ১৫ বছরের চিহ্নিত সন্ত্রাসী মাদক ব্যবসায়ীদের অপরাধের খবর গণমাধ্যমে প্রকাশ হচ্ছে। কারাগারের ভেতরে নির্বিঘ্নে বসে মাদক চোরাচালান বন্দি ফেরি ও চাঁদাবাজির নেটওয়ার্ক পরিচালনা করছে। গোয়েন্দা তথ্য বলছে, গত ১৫ বছরের প্রতিষ্ঠিত অপরাধী চক্রগুলো এখনো সক্রিয়। ১৫ বছরের চিহ্নিত সন্ত্রাসী মাদক ব্যবসায়ীদের অপরাধের খবর গণমাধ্যমে প্রকাশ হচ্ছে। কারাগারের ভেতরে নির্বিঘ্নে বসে মাদক চোরাচালান বন্দি ফেরি ও চাঁদাবাজির নেটওয়ার্ক পরিচালনা করছে। গোয়েন্দা তথ্য বলছে, গত ১৫ বছরের প্রতিষ্ঠিত অপরাধী চক্রগুলো এখনো সক্রিয়। ১৫ বছরের চিহ্নিত সন্ত্রাসী মাদক ব্যবসায়ীদের অপরাধের খবর গণমাধ্যমে প্রকাশ হচ্ছে। কারাগারের ভেতরে নির্বিঘ্নে বসে মাদক চোরাচালান বন্দি ফেরি ও চাঁদাবাজির নেটওয়ার্ক পরিচালনা করছে। গোয়েন্দা তথ্য বলছে, গত ১৫ বছরের প্রতিষ্ঠিত অপরাধী চক্রগুলো এখনো সক্রিয়। ১৫ বছরের চিহ্নিত সন্ত্রাসী মাদক ব্যবসায়ীদের অপরাধের খবর গণমাধ্যমে প্রকাশ হচ্ছে। কারাগারের ভেতরে নির্বিঘ্নে বসে মাদক চোরাচালান বন্দি ফেরি ও চাঁদাবাজির নেটওয়ার্ক পরিচালনা করছে। গোয়েন্দা তথ্য বলছে, গত ১৫ বছরের প্রতিষ্ঠিত অপরাধী চক্রগুলো এখনো সক্রিয়। ১৫ বছরের চিহ্নিত সন্ত্রাসী মাদক ব্যবসায়ীদের অপরাধের খবর গণমাধ্যমে প্রকাশ হচ্ছে। কারাগারের ভেতরে নির্বিঘ্নে বসে মাদক চোরাচালান বন্দি ফেরি ও চাঁদাবাজির নেটওয়ার্ক পরিচালনা করছে। গোয়েন্দা তথ্য বলছে, গত ১৫ বছরের প্রতিষ্ঠিত অপরাধী চক্রগুলো এখনো সক্রিয়। ১৫ বছরের চিহ্নিত সন্ত্রাসী মাদক ব্যবসায়ীদের অপরাধের খবর গণমাধ্যমে প্রকাশ হচ্ছে। কারাগারের ভেতরে নির্বিঘ্নে বসে মাদক চোরাচালান বন্দি ফেরি ও চাঁদাবাজির নেটওয়ার্ক পরিচালনা করছে। গোয়েন্দা তথ্য বলছে, গত ১৫ বছরের প্রতিষ্ঠিত অপরাধী চক্রগুলো এখনো সক্রিয়। ১৫ বছরের চিহ্নিত সন্ত্রাসী মাদক ব্যবসায়ীদের অপরাধের খবর গণমাধ্যমে প্রকাশ হচ্ছে। কারাগারের ভেতরে নির্বিঘ্নে বসে মাদক চোরাচালান বন্দি ফেরি ও চাঁদাবাজির নেটওয়ার্ক পরিচালনা করছে। গোয়েন্দা তথ্য বলছে, গত ১৫ বছরের প্রতিষ্ঠিত অপরাধী চক্রগুলো এখনো সক্রিয়। ১৫ বছরের চিহ্নিত সন্ত্রাসী মাদক ব্যবসায়ীদের অপরাধের খবর গণমাধ্যমে প্রকাশ হচ্ছে। কারাগারের ভেতরে নির্বিঘ্নে বসে মাদক চোরাচালান বন্দি ফেরি ও চাঁদাবাজির নেটওয়ার্ক পরিচালনা করছে। গোয়েন্দা তথ্য বলছে, গত ১৫ বছরের প্রতিষ্ঠিত অপরাধী চক্রগুলো এখনো সক্রিয়। ১৫ বছরের চিহ্নিত সন্ত্রাসী মাদক ব্যবসায়ীদের অপরাধের খবর গণমাধ্যমে প্রকাশ হচ্ছে। কারাগারের ভেতরে নির্বিঘ্নে বসে মাদক চোরাচালান বন্দি ফেরি ও চাঁদাবাজির নেটওয়ার্ক পরিচালনা করছে। গোয়েন্দা তথ্য বলছে, গত ১৫ বছরের প্রতিষ্ঠিত অপরাধী চক্রগুলো এখনো সক্রিয়। ১৫ বছরের চিহ্নিত সন্ত্রাসী মাদক ব্যবসায়ীদের অপরাধের খবর গণমাধ্যমে প্রকাশ হচ্ছে। কারাগারের ভেতরে নির্বিঘ্নে বসে মাদক চোরাচালান বন্দি ফেরি ও চাঁদাবাজির নেটওয়ার্ক পরিচালনা করছে। গোয়েন্দা তথ্য বলছে, গত ১৫ বছরের প্রতিষ্ঠিত অপরাধী চক্রগুলো এখনো সক্রিয়। ১৫ বছরের চিহ্নিত সন্ত্রাসী মাদক ব্যবসায়ীদের অপরাধের খবর গণমাধ্যমে প্রকাশ হচ্ছে। কারাগারের ভেতরে নির্বিঘ্নে বসে মাদক চোরাচালান বন্দি ফেরি ও চাঁদাবাজির নেটওয়ার্ক পরিচালনা করছে। গোয়েন্দা তথ্য বলছে, গত ১৫ বছরের প্রতিষ্ঠিত অপরাধী চক্রগুলো এখনো সক্রিয়। <box>6 100 179 2543</box>
article-body-continued: বেসরকারি স্থাপনায় তার দলের অবস্থান পরিষ্কার করা হয়েছে। বেসরকারি স্থাপনায় তার দলের অবস্থান পরিষ্কার করা হয়েছে। বেসরকারি স্থাপনায় তার দলের অবস্থান পরিষ্কার করা হয়েছে। বেসরকারি স্থাপনায় তার দলের অবস্থান পরিষ্কার করা হয়েছে। বেসরকারি স্থাপনায় তার দলের অবস্থান পরিষ্কার করা হয়েছে। বেসরকারি স্থাপনায় তার দলের অবস্থান পরিষ্কার করা হয়েছে। বেসরকারি স্থাপনায় তার দলের অবস্থান পরিষ্কার করা হয়েছে। বেসরকারি স্থাপনায় তার দলের অবস্থান পরিষ্কার করা হয়েছে। বেসরকারি স্থাপনায় তার দলের অবস্থান পরিষ্কার করা হয়েছে। বেসরকারি স্থাপনায় তার দলের অবস্থান পরিষ্কার করা হয়েছে। বেসরকারি স্থাপনায় তার দলের অবস্থান পরিষ্কার করা হয়েছে। বেসরকারি স্থাপনায় তার দলের অবস্থান পরিষ্কার করা হয়েছে। বেসরকারি স্থাপনায় তার দলের অবস্থান পরিষ্কার করা হয়েছে। বেসরকারি স্থাপনায় তার দলের অবস্থান পরিষ্কার করা হয়েছে। বেসরকারি স্থাপনায় তার দলের অবস্থান পরিষ্কার করা হয়েছে। বেসরকারি স্থাপনায় তার দলের অবস্থান পরিষ্কার করা হয়েছে। বেসরকারি স্থাপনায় তার দলের অবস্থান পরিষ্কার করা হয়েছে। বেসরকারি স্থাপনায় তার দলের অবস্থান পরিষ্কার করা হয়েছে। বেসরকারি স্থাপনায় তার দলের অবস্থান পরিষ্কার করা হয়েছে। বেসরকারি স্থাপনায় তার দলের অবস্থান পরিষ্কার করা হয়েছে। বেসরকারি স্থাপনায় তার দলের অবস্থান পরিষ্কার করা হয়েছে। বেসরকারি স্থাপনায় তার দলের অবস্থান পরিষ্কার করা হয়েছে। বেসরকারি স্থাপনায় তার দলের অবস্থান পরিষ্কার করা হয়েছে। বেসরকারি স্থাপনায় তার দলের অবস্থান পরিষ্কার করা হয়েছে। বেসরকারি স্থাপনায় তার দলের অবস্থান পরিষ্কার করা হয়েছে। বেসরকারি স্থাপনায় তার দলের অবস্থান পরিষ্কার করা হয়েছে। বেসরকারি স্থাপনায় তার দলের অবস্থান পরিষ্কার করা হয়েছে। বেসরকারি স্থাপনায় তার দলের অবস্থান পরিষ্কার করা হয়েছে। বেসরকারি স্থাপনায় তার দলের অবস্থান পরিষ্কার করা হয়েছে। বেসরকারি স্থাপনায় তার দলের অবস্থান পরিষ্কার করা হয়েছে। <box>363 126 565 296</box>
article-ishraq-mayor <box>184 997 359 1148</box>
article-body-continued: ভোট হয়ে গিয়েছে, নির্বাচন কমিশন থেকে প্রচার করেছে। ভোট হয়ে গিয়েছে, নির্বাচন কমিশন থেকে প্রচার করেছে। ভোট হয়ে গিয়েছে, নির্বাচন কমিশন থেকে প্রচার করেছে। ভোট হয়ে গিয়েছে, নির্বাচন কমিশন থেকে প্রচার করেছে। ভোট হয়ে গিয়েছে, নির্বাচন কমিশন থেকে প্রচার করেছে। ভোট হয়ে গিয়েছে, নির্বাচন কমিশন থেকে প্রচার করেছে। ভোট হয়ে গিয়েছে, নির্বাচন কমিশন থেকে প্রচার করেছে। ভোট হয়ে গিয়েছে, নির্বাচন কমিশন থেকে প্রচার করেছে। ভোট হয়ে গিয়েছে, নির্বাচন কমিশন থেকে প্রচার করেছে। ভোট হয়ে গিয়েছে, নির্বাচন কমিশন থেকে প্রচার করেছে। ভোট হয়ে গিয়েছে, নির্বাচন কমিশন থেকে প্রচার করেছে। ভোট হয়ে গিয়েছে, নির্বাচন কমিশন থেকে প্রচার করেছে। ভোট হয়ে গিয়েছে, নির্বাচন কমিশন থেকে প্রচার করেছে। ভোট হয়ে গিয়েছে, নির্বাচন কমিশন থেকে প্রচার করেছে। ভোট হয়ে গিয়েছে, নির্বাচন কমিশন থেকে প্রচার করেছে। ভোট হয়ে গিয়েছে, নির্বাচন কমিশন থেকে প্রচার করেছে। ভোট হয়ে গিয়েছে, নির্বাচন কমিশন থেকে প্রচার করেছে। ভোট হয়ে গিয়েছে, নির্বাচন কমিশন থেকে প্রচার করেছে। ভোট হয়ে গিয়েছে, নির্বাচন কমিশন থেকে প্রচার করেছে। ভোট হয়ে গিয়েছে, নির্বাচন কমিশন থেকে প্রচার করেছে। <box>184 1026 359 1148</box>
article-body-continued: এ দুর্দশার শুধু কিছু নয় বরং প্রতি বছর চামড়া নিয়ে বিপর্যয়ের মুখে পড়েছে। এ দুর্দশার শুধু কিছু নয় বরং প্রতি বছর চামড়া নিয়ে বিপর্যয়ের মুখে পড়েছে। এ দুর্দশার শুধু কিছু নয় বরং প্রতি বছর চামড়া নিয়ে বিপর্যয়ের মুখে পড়েছে। এ দুর্দশার শুধু কিছু নয় বরং প্রতি বছর চামড়া নিয়ে বিপর্যয়ের মুখে পড়েছে। এ দুর্দশার শুধু কিছু নয় বরং প্রতি বছর চামড়া নিয়ে বিপর্যয়ের মুখে পড়েছে। এ দুর্দশার শুধু কিছু নয় বরং প্রতি বছর চামড়া নিয়ে বিপর্যয়ের মুখে পড়েছে। এ দুর্দশার শুধু কিছু নয় বরং প্রতি বছর চামড়া নিয়ে বিপর্যয়ের মুখে পড়েছে। এ দুর্দশার শুধু কিছু নয় বরং প্রতি বছর চামড়া নিয়ে বিপর্যয়ের মুখে পড়েছে। এ দুর্দশার শুধু কিছু নয় বরং প্রতি বছর চামড়া নিয়ে বিপর্যয়ের মুখে পড়েছে। এ দুর্দশার শুধু কিছু নয় বরং প্রতি বছর চামড়া নিয়ে বিপর্যয়ের মুখে পড়েছে। <box>184 726 359 807</box>
article-illegal-diagnostic <box>184 811 359 994</box>
column-divider <box>181 45 182 1158</box>
article-headline: চট্টগ্রাম বন্দরের ভার বিদেশিদের <box>363 819 565 837</box>
article-bnp-spokesperson <box>363 97 565 296</box>
article-headline: নীলফামারীতে আগুন <box>184 211 359 229</box>
article-headline: ইশরাক মেয়র হলে কার <box>184 997 359 1015</box>
masthead <box>5 5 732 36</box>
article-birganj-shelter <box>569 219 732 386</box>
article-desert-wonder <box>363 965 565 1067</box>
article-body: আরো বক্তব্য দেন বিএনপি যুগ্ম মহাসচিব আন্তর্জাতিক সম্পাদক। <box>363 45 508 52</box>
article-headline: কোরবানির চামড়া নিয়ে <box>184 697 359 715</box>
article-body: (৩০), হাসপাতালে চিকিৎসাধীন আছেন। <box>569 240 661 247</box>
article-sylhet-74 <box>569 876 732 1109</box>
article-body-continued: (৩০), হাসপাতালে চিকিৎসাধীন আছেন। (৩০), হাসপাতালে চিকিৎসাধীন আছেন। (৩০), হাসপাতালে চিকিৎসাধীন আছেন। (৩০), হাসপাতালে চিকিৎসাধীন আছেন। (৩০), হাসপাতালে চিকিৎসাধীন আছেন। (৩০), হাসপাতালে চিকিৎসাধীন আছেন। (৩০), হাসপাতালে চিকিৎসাধীন আছেন। (৩০), হাসপাতালে চিকিৎসাধীন আছেন। (৩০), হাসপাতালে চিকিৎসাধীন আছেন। (৩০), হাসপাতালে চিকিৎসাধীন আছেন। (৩০), হাসপাতালে চিকিৎসাধীন আছেন। (৩০), হাসপাতালে চিকিৎসাধীন আছেন। (৩০), হাসপাতালে চিকিৎসাধীন আছেন। (৩০), হাসপাতালে চিকিৎসাধীন আছেন। (৩০), হাসপাতালে চিকিৎসাধীন আছেন। (৩০), হাসপাতালে চিকিৎসাধীন আছেন। (৩০), হাসপাতালে চিকিৎসাধীন আছেন। (৩০), হাসপাতালে চিকিৎসাধীন আছেন। (৩০), হাসপাতালে চিকিৎসাধীন আছেন। (৩০), হাসপাতালে চিকিৎসাধীন আছেন। (৩০), হাসপাতালে চিকিৎসাধীন আছেন। (৩০), হাসপাতালে চিকিৎসাধীন আছেন। (৩০), হাসপাতালে চিকিৎসাধীন আছেন। (৩০), হাসপাতালে চিকিৎসাধীন আছেন। (৩০), হাসপাতালে চিকিৎসাধীন আছেন। (৩০), হাসপাতালে চিকিৎসাধীন আছেন। (৩০), হাসপাতালে চিকিৎসাধীন আছেন। (৩০), হাসপাতালে চিকিৎসাধীন আছেন। <box>569 247 732 385</box>
article-body: ভোট হয়ে গিয়েছে, নির্বাচন কমিশন থেকে প্রচার করেছে। <box>184 1018 310 1026</box>
article-body-continued: তেমনি হয়েছে আমাদের মহাসাগর। তেমনি হয়েছে আমাদের মহাসাগর। তেমনি হয়েছে আমাদের মহাসাগর। তেমনি হয়েছে আমাদের মহাসাগর। তেমনি হয়েছে আমাদের মহাসাগর। তেমনি হয়েছে আমাদের মহাসাগর। তেমনি হয়েছে আমাদের মহাসাগর। তেমনি হয়েছে আমাদের মহাসাগর। তেমনি হয়েছে আমাদের মহাসাগর। তেমনি হয়েছে আমাদের মহাসাগর। তেমনি হয়েছে আমাদের মহাসাগর। তেমনি হয়েছে আমাদের মহাসাগর। তেমনি হয়েছে আমাদের মহাসাগর। তেমনি হয়েছে আমাদের মহাসাগর। তেমনি হয়েছে আমাদের মহাসাগর। তেমনি হয়েছে আমাদের মহাসাগর। তেমনি হয়েছে আমাদের মহাসাগর। তেমনি হয়েছে আমাদের মহাসাগর। তেমনি হয়েছে আমাদের মহাসাগর। তেমনি হয়েছে আমাদের মহাসাগর। <box>363 994 565 1066</box>
article-medical-grade <box>184 65 359 208</box>
article-ec-candidate <box>6 2547 179 2576</box>
article-headline: টাঙ্গাইলে মহাসড়কে আবারও <box>363 511 565 529</box>
column-divider <box>567 45 568 1158</box>
article-nilphamari-fire <box>184 211 359 394</box>
article-body-continued: বেড়ে হেঁটে চলেছে ও লুটপাট হয়েছে। বেড়ে হেঁটে চলেছে ও লুটপাট হয়েছে। বেড়ে হেঁটে চলেছে ও লুটপাট হয়েছে। বেড়ে হেঁটে চলেছে ও লুটপাট হয়েছে। বেড়ে হেঁটে চলেছে ও লুটপাট হয়েছে। বেড়ে হেঁটে চলেছে ও লুটপাট হয়েছে। বেড়ে হেঁটে চলেছে ও লুটপাট হয়েছে। বেড়ে হেঁটে চলেছে ও লুটপাট হয়েছে। বেড়ে হেঁটে চলেছে ও লুটপাট হয়েছে। বেড়ে হেঁটে চলেছে ও লুটপাট হয়েছে। বেড়ে হেঁটে চলেছে ও লুটপাট হয়েছে। বেড়ে হেঁটে চলেছে ও লুটপাট হয়েছে। বেড়ে হেঁটে চলেছে ও লুটপাট হয়েছে। বেড়ে হেঁটে চলেছে ও লুটপাট হয়েছে। বেড়ে হেঁটে চলেছে ও লুটপাট হয়েছে। বেড়ে হেঁটে চলেছে ও লুটপাট হয়েছে। বেড়ে হেঁটে চলেছে ও লুটপাট হয়েছে। বেড়ে হেঁটে চলেছে ও লুটপাট হয়েছে। বেড়ে হেঁটে চলেছে ও লুটপাট হয়েছে। বেড়ে হেঁটে চলেছে ও লুটপাট হয়েছে। বেড়ে হেঁটে চলেছে ও লুটপাট হয়েছে। বেড়ে হেঁটে চলেছে ও লুটপাট হয়েছে। বেড়ে হেঁটে চলেছে ও লুটপাট হয়েছে। বেড়ে হেঁটে চলেছে ও লুটপাট হয়েছে। বেড়ে হেঁটে চলেছে ও লুটপাট হয়েছে। বেড়ে হেঁটে চলেছে ও লুটপাট হয়েছে। বেড়ে হেঁটে চলেছে ও লুটপাট হয়েছে। বেড়ে হেঁটে চলেছে ও লুটপাট হয়েছে। বেড়ে হেঁটে চলেছে ও লুটপাট হয়েছে। বেড়ে হেঁটে চলেছে ও লুটপাট হয়েছে। বেড়ে হেঁটে চলেছে ও লুটপাট হয়েছে। বেড়ে হেঁটে চলেছে ও লুটপাট হয়েছে। বেড়ে হেঁটে চলেছে ও লুটপাট হয়েছে। বেড়ে হেঁটে চলেছে ও লুটপাট হয়েছে। <box>363 686 565 815</box>
column-3 <box>363 45 565 1158</box>
article-body: সরকার সংশ্লিষ্ট সূত্রে জানা গেছে। <box>569 897 644 904</box>
article-body: তেমনি হয়েছে আমাদের মহাসাগর। <box>363 985 441 993</box>
article-body: বেশি প্রকৃতি হয়েছে। মুখস্ত হয়েছে। <box>569 45 647 52</box>
article-headline: ১০ম গ্রেডে উন্নীত হচ্ছে মেডিকেল <box>184 65 359 83</box>
article-continuation <box>363 45 565 94</box>
article-headline: মরুভূমি বিস্ময়কর <box>363 965 565 983</box>
article-chittagong-port <box>363 819 565 962</box>
article-headline: ফটোগ্রাফারকে খুন করে <box>569 1112 732 1130</box>
article-headline: ইসির তত্ত্বাবধানে প্রার্থীর <box>6 2547 179 2565</box>
article-photographer-murder <box>569 1112 732 1247</box>
article-body-continued: বাড়ির সদস্যরা সম্পূর্ণ হয়েছে এর পরে তাদের সমস্যা সমাধানে খুঁজে বের করে। বাড়ির সদস্যরা সম্পূর্ণ হয়েছে এর পরে তাদের সমস্যা সমাধানে খুঁজে বের করে। বাড়ির সদস্যরা সম্পূর্ণ হয়েছে এর পরে তাদের সমস্যা সমাধানে খুঁজে বের করে। বাড়ির সদস্যরা সম্পূর্ণ হয়েছে এর পরে তাদের সমস্যা সমাধানে খুঁজে বের করে। বাড়ির সদস্যরা সম্পূর্ণ হয়েছে এর পরে তাদের সমস্যা সমাধানে খুঁজে বের করে। বাড়ির সদস্যরা সম্পূর্ণ হয়েছে এর পরে তাদের সমস্যা সমাধানে খুঁজে বের করে। বাড়ির সদস্যরা সম্পূর্ণ হয়েছে এর পরে তাদের সমস্যা সমাধানে খুঁজে বের করে। বাড়ির সদস্যরা সম্পূর্ণ হয়েছে এর পরে তাদের সমস্যা সমাধানে খুঁজে বের করে। বাড়ির সদস্যরা সম্পূর্ণ হয়েছে এর পরে তাদের সমস্যা সমাধানে খুঁজে বের করে। বাড়ির সদস্যরা সম্পূর্ণ হয়েছে এর পরে তাদের সমস্যা সমাধানে খুঁজে বের করে। বাড়ির সদস্যরা সম্পূর্ণ হয়েছে এর পরে তাদের সমস্যা সমাধানে খুঁজে বের করে। বাড়ির সদস্যরা সম্পূর্ণ হয়েছে এর পরে তাদের সমস্যা সমাধানে খুঁজে বের করে। বাড়ির সদস্যরা সম্পূর্ণ হয়েছে এর পরে তাদের সমস্যা সমাধানে খুঁজে বের করে। বাড়ির সদস্যরা সম্পূর্ণ হয়েছে এর পরে তাদের সমস্যা সমাধানে খুঁজে বের করে। বাড়ির সদস্যরা সম্পূর্ণ হয়েছে এর পরে তাদের সমস্যা সমাধানে খুঁজে বের করে। বাড়ির সদস্যরা সম্পূর্ণ হয়েছে এর পরে তাদের সমস্যা সমাধানে খুঁজে বের করে। <box>184 247 359 393</box>
article-zakiganj-rohingya <box>363 300 565 410</box>
logo-part-1: জন <box>50 12 82 36</box>
column-2 <box>184 45 359 1158</box>
article-body: আসনের হয়েছে। ব্যবসা নীতিমালা অনুমোদন হয়েছে। <box>6 2567 126 2575</box>
article-body: ক্যাম্পের পাহারাদাররা কর্মকর্তার পাহারায় এই ঘটনা ঘটেছে। <box>363 321 498 328</box>
article-body-continued: স্থানীয় সূত্রে জানা গেছে, স্বামী সকালের বিবাদে ভেঙে পড়ে। স্থানীয় সূত্রে জানা গেছে, স্বামী সকালের বিবাদে ভেঙে পড়ে। স্থানীয় সূত্রে জানা গেছে, স্বামী সকালের বিবাদে ভেঙে পড়ে। স্থানীয় সূত্রে জানা গেছে, স্বামী সকালের বিবাদে ভেঙে পড়ে। স্থানীয় সূত্রে জানা গেছে, স্বামী সকালের বিবাদে ভেঙে পড়ে। স্থানীয় সূত্রে জানা গেছে, স্বামী সকালের বিবাদে ভেঙে পড়ে। স্থানীয় সূত্রে জানা গেছে, স্বামী সকালের বিবাদে ভেঙে পড়ে। স্থানীয় সূত্রে জানা গেছে, স্বামী সকালের বিবাদে ভেঙে পড়ে। স্থানীয় সূত্রে জানা গেছে, স্বামী সকালের বিবাদে ভেঙে পড়ে। স্থানীয় সূত্রে জানা গেছে, স্বামী সকালের বিবাদে ভেঙে পড়ে। স্থানীয় সূত্রে জানা গেছে, স্বামী সকালের বিবাদে ভেঙে পড়ে। স্থানীয় সূত্রে জানা গেছে, স্বামী সকালের বিবাদে ভেঙে পড়ে। স্থানীয় সূত্রে জানা গেছে, স্বামী সকালের বিবাদে ভেঙে পড়ে। স্থানীয় সূত্রে জানা গেছে, স্বামী সকালের বিবাদে ভেঙে পড়ে। স্থানীয় সূত্রে জানা গেছে, স্বামী সকালের বিবাদে ভেঙে পড়ে। স্থানীয় সূত্রে জানা গেছে, স্বামী সকালের বিবাদে ভেঙে পড়ে। স্থানীয় সূত্রে জানা গেছে, স্বামী সকালের বিবাদে ভেঙে পড়ে। স্থানীয় সূত্রে জানা গেছে, স্বামী সকালের বিবাদে ভেঙে পড়ে। স্থানীয় সূত্রে জানা গেছে, স্বামী সকালের বিবাদে ভেঙে পড়ে। স্থানীয় সূত্রে জানা গেছে, স্বামী সকালের বিবাদে ভেঙে পড়ে। স্থানীয় সূত্রে জানা গেছে, স্বামী সকালের বিবাদে ভেঙে পড়ে। স্থানীয় সূত্রে জানা গেছে, স্বামী সকালের বিবাদে ভেঙে পড়ে। স্থানীয় সূত্রে জানা গেছে, স্বামী সকালের বিবাদে ভেঙে পড়ে। স্থানীয় সূত্রে জানা গেছে, স্বামী সকালের বিবাদে ভেঙে পড়ে। স্থানীয় সূত্রে জানা গেছে, স্বামী সকালের বিবাদে ভেঙে পড়ে। স্থানীয় সূত্রে জানা গেছে, স্বামী সকালের বিবাদে ভেঙে পড়ে। স্থানীয় সূত্রে জানা গেছে, স্বামী সকালের বিবাদে ভেঙে পড়ে। স্থানীয় সূত্রে জানা গেছে, স্বামী সকালের বিবাদে ভেঙে পড়ে। স্থানীয় সূত্রে জানা গেছে, স্বামী সকালের বিবাদে ভেঙে পড়ে। স্থানীয় সূত্রে জানা গেছে, স্বামী সকালের বিবাদে ভেঙে পড়ে। স্থানীয় সূত্রে জানা গেছে, স্বামী সকালের বিবাদে ভেঙে পড়ে। স্থানীয় সূত্রে জানা গেছে, স্বামী সকালের বিবাদে ভেঙে পড়ে। স্থানীয় সূত্রে জানা গেছে, স্বামী সকালের বিবাদে ভেঙে পড়ে। স্থানীয় সূত্রে জানা গেছে, স্বামী সকালের বিবাদে ভেঙে পড়ে। স্থানীয় সূত্রে জানা গেছে, স্বামী সকালের বিবাদে ভেঙে পড়ে। স্থানীয় সূত্রে জানা গেছে, স্বামী সকালের বিবাদে ভেঙে পড়ে। স্থানীয় সূত্রে জানা গেছে, স্বামী সকালের বিবাদে ভেঙে পড়ে। স্থানীয় সূত্রে জানা গেছে, স্বামী সকালের বিবাদে ভেঙে পড়ে। স্থানীয় সূত্রে জানা গেছে, স্বামী সকালের বিবাদে ভেঙে পড়ে। স্থানীয় সূত্রে জানা গেছে, স্বামী সকালের বিবাদে ভেঙে পড়ে। <box>184 426 359 694</box>
article-body-continued: ও একটি পরিবর্তন হয়ে গেছে। এ সময় উপস্থিত ছিলেন সাংবাদিকরা। ও একটি পরিবর্তন হয়ে গেছে। এ সময় উপস্থিত ছিলেন সাংবাদিকরা। ও একটি পরিবর্তন হয়ে গেছে। এ সময় উপস্থিত ছিলেন সাংবাদিকরা। ও একটি পরিবর্তন হয়ে গেছে। এ সময় উপস্থিত ছিলেন সাংবাদিকরা। ও একটি পরিবর্তন হয়ে গেছে। এ সময় উপস্থিত ছিলেন সাংবাদিকরা। ও একটি পরিবর্তন হয়ে গেছে। এ সময় উপস্থিত ছিলেন সাংবাদিকরা। ও একটি পরিবর্তন হয়ে গেছে। এ সময় উপস্থিত ছিলেন সাংবাদিকরা। ও একটি পরিবর্তন হয়ে গেছে। এ সময় উপস্থিত ছিলেন সাংবাদিকরা। ও একটি পরিবর্তন হয়ে গেছে। এ সময় উপস্থিত ছিলেন সাংবাদিকরা। ও একটি পরিবর্তন হয়ে গেছে। এ সময় উপস্থিত ছিলেন সাংবাদিকরা। <box>363 442 565 507</box>
article-body: স্থানীয় সূত্রে জানা গেছে, স্বামী সকালের বিবাদে ভেঙে পড়ে। <box>184 418 319 426</box>
logo-part-2: বাণী <box>81 12 119 36</box>
column-divider <box>360 45 361 1158</box>
page-number: ২ <box>6 5 37 34</box>
article-crime-haven <box>6 47 179 2544</box>
article-body: সরকারি তথ্যসূত্র জানিয়েছে। <box>363 839 428 847</box>
article-body: স্বাস্থ্য সেবা বিভাগ থেকে স্বাস্থ্যপ্রশাসন মন্ত্রণালয়ের সিনিয়র সচিবের কাছে প্রস্তাব পাঠানো হয়েছে। <box>184 85 359 101</box>
article-headline: সত্যতা ও নিরপেক্ষতা বজায় <box>363 413 565 431</box>
article-sacrificial-hide <box>184 697 359 807</box>
article-headline: ঝিকরগাছার এসিল্যান্ড <box>569 389 732 407</box>
